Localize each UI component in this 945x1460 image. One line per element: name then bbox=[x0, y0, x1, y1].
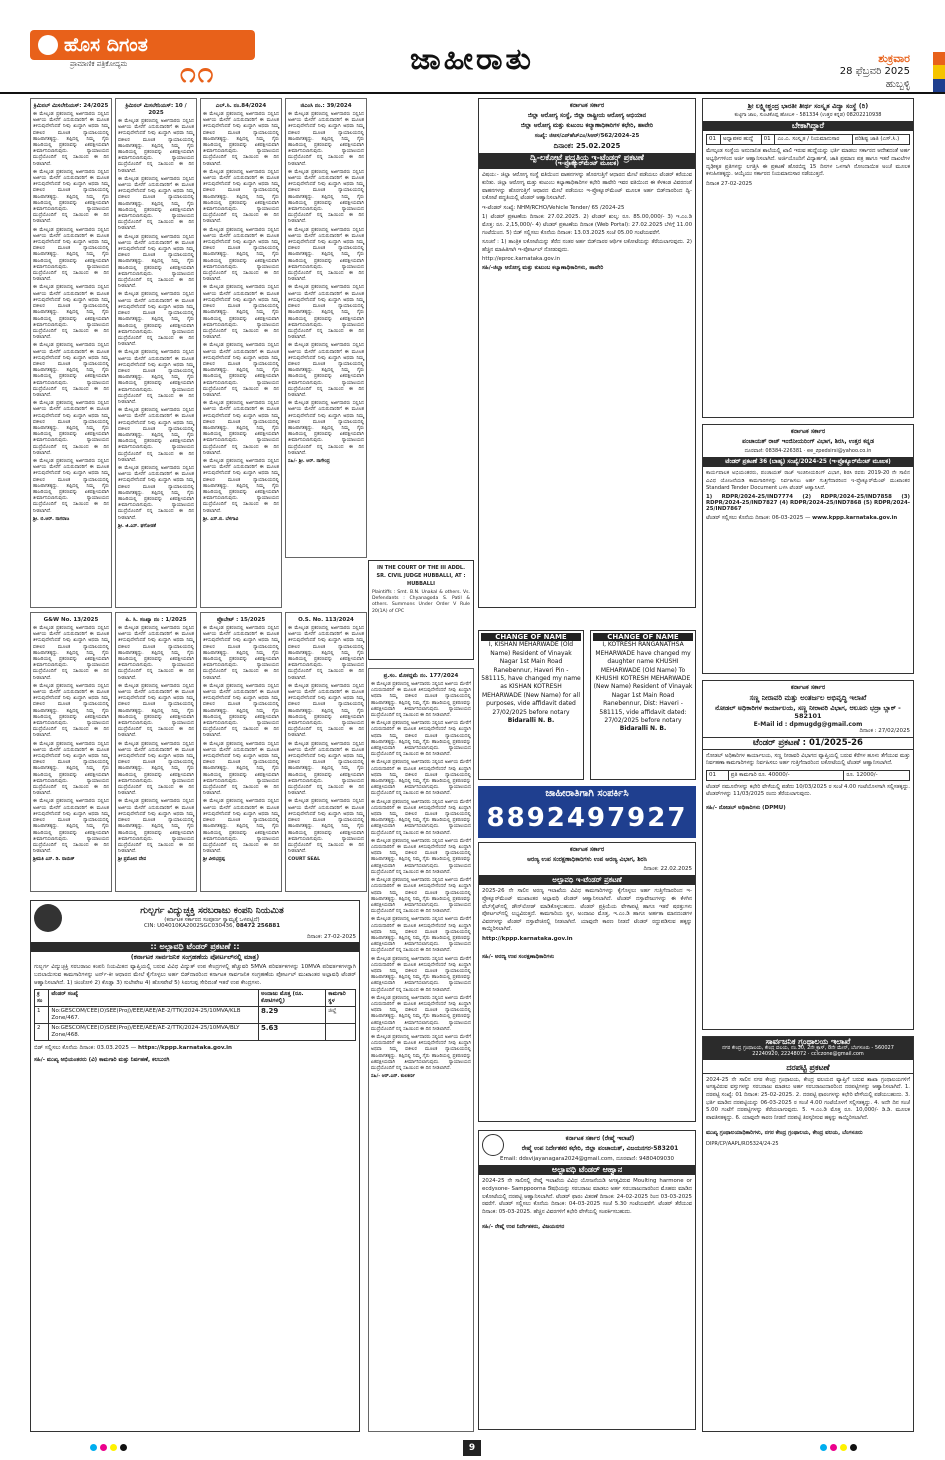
change-of-name-1: CHANGE OF NAME I, KISHAN MEHARWADE (Old Name) Resident of Vinayak Nagar 1st Main Road Ranebennur, Haveri Pin - 581115, have changed my name as KISHAN KOTRESH MEHARWADE (New Name) for all purposes, vide affidavit dated 27/02/2025 before notary Bidaralli N. B. bbox=[478, 630, 584, 780]
court-notice: ಎಲ್.ಸಿ. ನಂ.84/2024 ಈ ಮೇಲ್ಕಂಡ ಪ್ರಕರಣದಲ್ಲಿ ಅರ್ಜಿದಾರರು ಸಲ್ಲಿಸಿದ ಅರ್ಜಿಯ ಮೇರೆಗೆ ಎದುರುದಾರರಿಗೆ ಈ ಮೂಲಕ ತಿಳಿಸುವುದೇನೆಂದರೆ ನೀವು ಖುದ್ದಾಗಿ ಅಥವಾ ನಿಮ್ಮ ವಕೀಲರ ಮೂಲಕ ನ್ಯಾಯಾಲಯದಲ್ಲಿ ಹಾಜರಾಗತಕ್ಕದ್ದು. ತಪ್ಪಿದಲ್ಲಿ ನಿಮ್ಮ ಗೈರು ಹಾಜರಿಯಲ್ಲಿ ಪ್ರಕರಣವನ್ನು ಏಕಪಕ್ಷೀಯವಾಗಿ ತೀರ್ಮಾನಿಸಲಾಗುವುದು. ನ್ಯಾಯಾಲಯದ ಮುದ್ರೆಯೊಂದಿಗೆ ನನ್ನ ಸಹಿಯಿಂದ ಈ ದಿನ ನೀಡಲಾಗಿದೆ. ಈ ಮೇಲ್ಕಂಡ ಪ್ರಕರಣದಲ್ಲಿ ಅರ್ಜಿದಾರರು ಸಲ್ಲಿಸಿದ ಅರ್ಜಿಯ ಮೇರೆಗೆ ಎದುರುದಾರರಿಗೆ ಈ ಮೂಲಕ ತಿಳಿಸುವುದೇನೆಂದರೆ ನೀವು ಖುದ್ದಾಗಿ ಅಥವಾ ನಿಮ್ಮ ವಕೀಲರ ಮೂಲಕ ನ್ಯಾಯಾಲಯದಲ್ಲಿ ಹಾಜರಾಗತಕ್ಕದ್ದು. ತಪ್ಪಿದಲ್ಲಿ ನಿಮ್ಮ ಗೈರು ಹಾಜರಿಯಲ್ಲಿ ಪ್ರಕರಣವನ್ನು ಏಕಪಕ್ಷೀಯವಾಗಿ ತೀರ್ಮಾನಿಸಲಾಗುವುದು. ನ್ಯಾಯಾಲಯದ ಮುದ್ರೆಯೊಂದಿಗೆ ನನ್ನ ಸಹಿಯಿಂದ ಈ ದಿನ ನೀಡಲಾಗಿದೆ. ಈ ಮೇಲ್ಕಂಡ ಪ್ರಕರಣದಲ್ಲಿ ಅರ್ಜಿದಾರರು ಸಲ್ಲಿಸಿದ ಅರ್ಜಿಯ ಮೇರೆಗೆ ಎದುರುದಾರರಿಗೆ ಈ ಮೂಲಕ ತಿಳಿಸುವುದೇನೆಂದರೆ ನೀವು ಖುದ್ದಾಗಿ ಅಥವಾ ನಿಮ್ಮ ವಕೀಲರ ಮೂಲಕ ನ್ಯಾಯಾಲಯದಲ್ಲಿ ಹಾಜರಾಗತಕ್ಕದ್ದು. ತಪ್ಪಿದಲ್ಲಿ ನಿಮ್ಮ ಗೈರು ಹಾಜರಿಯಲ್ಲಿ ಪ್ರಕರಣವನ್ನು ಏಕಪಕ್ಷೀಯವಾಗಿ ತೀರ್ಮಾನಿಸಲಾಗುವುದು. ನ್ಯಾಯಾಲಯದ ಮುದ್ರೆಯೊಂದಿಗೆ ನನ್ನ ಸಹಿಯಿಂದ ಈ ದಿನ ನೀಡಲಾಗಿದೆ. ಈ ಮೇಲ್ಕಂಡ ಪ್ರಕರಣದಲ್ಲಿ ಅರ್ಜಿದಾರರು ಸಲ್ಲಿಸಿದ ಅರ್ಜಿಯ ಮೇರೆಗೆ ಎದುರುದಾರರಿಗೆ ಈ ಮೂಲಕ ತಿಳಿಸುವುದೇನೆಂದರೆ ನೀವು ಖುದ್ದಾಗಿ ಅಥವಾ ನಿಮ್ಮ ವಕೀಲರ ಮೂಲಕ ನ್ಯಾಯಾಲಯದಲ್ಲಿ ಹಾಜರಾಗತಕ್ಕದ್ದು. ತಪ್ಪಿದಲ್ಲಿ ನಿಮ್ಮ ಗೈರು ಹಾಜರಿಯಲ್ಲಿ ಪ್ರಕರಣವನ್ನು ಏಕಪಕ್ಷೀಯವಾಗಿ ತೀರ್ಮಾನಿಸಲಾಗುವುದು. ನ್ಯಾಯಾಲಯದ ಮುದ್ರೆಯೊಂದಿಗೆ ನನ್ನ ಸಹಿಯಿಂದ ಈ ದಿನ ನೀಡಲಾಗಿದೆ. ಈ ಮೇಲ್ಕಂಡ ಪ್ರಕರಣದಲ್ಲಿ ಅರ್ಜಿದಾರರು ಸಲ್ಲಿಸಿದ ಅರ್ಜಿಯ ಮೇರೆಗೆ ಎದುರುದಾರರಿಗೆ ಈ ಮೂಲಕ ತಿಳಿಸುವುದೇನೆಂದರೆ ನೀವು ಖುದ್ದಾಗಿ ಅಥವಾ ನಿಮ್ಮ ವಕೀಲರ ಮೂಲಕ ನ್ಯಾಯಾಲಯದಲ್ಲಿ ಹಾಜರಾಗತಕ್ಕದ್ದು. ತಪ್ಪಿದಲ್ಲಿ ನಿಮ್ಮ ಗೈರು ಹಾಜರಿಯಲ್ಲಿ ಪ್ರಕರಣವನ್ನು ಏಕಪಕ್ಷೀಯವಾಗಿ ತೀರ್ಮಾನಿಸಲಾಗುವುದು. ನ್ಯಾಯಾಲಯದ ಮುದ್ರೆಯೊಂದಿಗೆ ನನ್ನ ಸಹಿಯಿಂದ ಈ ದಿನ ನೀಡಲಾಗಿದೆ. ಈ ಮೇಲ್ಕಂಡ ಪ್ರಕರಣದಲ್ಲಿ ಅರ್ಜಿದಾರರು ಸಲ್ಲಿಸಿದ ಅರ್ಜಿಯ ಮೇರೆಗೆ ಎದುರುದಾರರಿಗೆ ಈ ಮೂಲಕ ತಿಳಿಸುವುದೇನೆಂದರೆ ನೀವು ಖುದ್ದಾಗಿ ಅಥವಾ ನಿಮ್ಮ ವಕೀಲರ ಮೂಲಕ ನ್ಯಾಯಾಲಯದಲ್ಲಿ ಹಾಜರಾಗತಕ್ಕದ್ದು. ತಪ್ಪಿದಲ್ಲಿ ನಿಮ್ಮ ಗೈರು ಹಾಜರಿಯಲ್ಲಿ ಪ್ರಕರಣವನ್ನು ಏಕಪಕ್ಷೀಯವಾಗಿ ತೀರ್ಮಾನಿಸಲಾಗುವುದು. ನ್ಯಾಯಾಲಯದ ಮುದ್ರೆಯೊಂದಿಗೆ ನನ್ನ ಸಹಿಯಿಂದ ಈ ದಿನ ನೀಡಲಾಗಿದೆ. ಈ ಮೇಲ್ಕಂಡ ಪ್ರಕರಣದಲ್ಲಿ ಅರ್ಜಿದಾರರು ಸಲ್ಲಿಸಿದ ಅರ್ಜಿಯ ಮೇರೆಗೆ ಎದುರುದಾರರಿಗೆ ಈ ಮೂಲಕ ತಿಳಿಸುವುದೇನೆಂದರೆ ನೀವು ಖುದ್ದಾಗಿ ಅಥವಾ ನಿಮ್ಮ ವಕೀಲರ ಮೂಲಕ ನ್ಯಾಯಾಲಯದಲ್ಲಿ ಹಾಜರಾಗತಕ್ಕದ್ದು. ತಪ್ಪಿದಲ್ಲಿ ನಿಮ್ಮ ಗೈರು ಹಾಜರಿಯಲ್ಲಿ ಪ್ರಕರಣವನ್ನು ಏಕಪಕ್ಷೀಯವಾಗಿ ತೀರ್ಮಾನಿಸಲಾಗುವುದು. ನ್ಯಾಯಾಲಯದ ಮುದ್ರೆಯೊಂದಿಗೆ ನನ್ನ ಸಹಿಯಿಂದ ಈ ದಿನ ನೀಡಲಾಗಿದೆ. ಶ್ರೀ. ಎಸ್.ಬಿ. ಬೆಳಗಾವಿ bbox=[200, 98, 282, 608]
court-notice: ಕ್ರಿಮಿನಲ್ ಮಿಸಲೇನಿಯಸ್: 24/2025 ಈ ಮೇಲ್ಕಂಡ ಪ್ರಕರಣದಲ್ಲಿ ಅರ್ಜಿದಾರರು ಸಲ್ಲಿಸಿದ ಅರ್ಜಿಯ ಮೇರೆಗೆ ಎದುರುದಾರರಿಗೆ ಈ ಮೂಲಕ ತಿಳಿಸುವುದೇನೆಂದರೆ ನೀವು ಖುದ್ದಾಗಿ ಅಥವಾ ನಿಮ್ಮ ವಕೀಲರ ಮೂಲಕ ನ್ಯಾಯಾಲಯದಲ್ಲಿ ಹಾಜರಾಗತಕ್ಕದ್ದು. ತಪ್ಪಿದಲ್ಲಿ ನಿಮ್ಮ ಗೈರು ಹಾಜರಿಯಲ್ಲಿ ಪ್ರಕರಣವನ್ನು ಏಕಪಕ್ಷೀಯವಾಗಿ ತೀರ್ಮಾನಿಸಲಾಗುವುದು. ನ್ಯಾಯಾಲಯದ ಮುದ್ರೆಯೊಂದಿಗೆ ನನ್ನ ಸಹಿಯಿಂದ ಈ ದಿನ ನೀಡಲಾಗಿದೆ. ಈ ಮೇಲ್ಕಂಡ ಪ್ರಕರಣದಲ್ಲಿ ಅರ್ಜಿದಾರರು ಸಲ್ಲಿಸಿದ ಅರ್ಜಿಯ ಮೇರೆಗೆ ಎದುರುದಾರರಿಗೆ ಈ ಮೂಲಕ ತಿಳಿಸುವುದೇನೆಂದರೆ ನೀವು ಖುದ್ದಾಗಿ ಅಥವಾ ನಿಮ್ಮ ವಕೀಲರ ಮೂಲಕ ನ್ಯಾಯಾಲಯದಲ್ಲಿ ಹಾಜರಾಗತಕ್ಕದ್ದು. ತಪ್ಪಿದಲ್ಲಿ ನಿಮ್ಮ ಗೈರು ಹಾಜರಿಯಲ್ಲಿ ಪ್ರಕರಣವನ್ನು ಏಕಪಕ್ಷೀಯವಾಗಿ ತೀರ್ಮಾನಿಸಲಾಗುವುದು. ನ್ಯಾಯಾಲಯದ ಮುದ್ರೆಯೊಂದಿಗೆ ನನ್ನ ಸಹಿಯಿಂದ ಈ ದಿನ ನೀಡಲಾಗಿದೆ. ಈ ಮೇಲ್ಕಂಡ ಪ್ರಕರಣದಲ್ಲಿ ಅರ್ಜಿದಾರರು ಸಲ್ಲಿಸಿದ ಅರ್ಜಿಯ ಮೇರೆಗೆ ಎದುರುದಾರರಿಗೆ ಈ ಮೂಲಕ ತಿಳಿಸುವುದೇನೆಂದರೆ ನೀವು ಖುದ್ದಾಗಿ ಅಥವಾ ನಿಮ್ಮ ವಕೀಲರ ಮೂಲಕ ನ್ಯಾಯಾಲಯದಲ್ಲಿ ಹಾಜರಾಗತಕ್ಕದ್ದು. ತಪ್ಪಿದಲ್ಲಿ ನಿಮ್ಮ ಗೈರು ಹಾಜರಿಯಲ್ಲಿ ಪ್ರಕರಣವನ್ನು ಏಕಪಕ್ಷೀಯವಾಗಿ ತೀರ್ಮಾನಿಸಲಾಗುವುದು. ನ್ಯಾಯಾಲಯದ ಮುದ್ರೆಯೊಂದಿಗೆ ನನ್ನ ಸಹಿಯಿಂದ ಈ ದಿನ ನೀಡಲಾಗಿದೆ. ಈ ಮೇಲ್ಕಂಡ ಪ್ರಕರಣದಲ್ಲಿ ಅರ್ಜಿದಾರರು ಸಲ್ಲಿಸಿದ ಅರ್ಜಿಯ ಮೇರೆಗೆ ಎದುರುದಾರರಿಗೆ ಈ ಮೂಲಕ ತಿಳಿಸುವುದೇನೆಂದರೆ ನೀವು ಖುದ್ದಾಗಿ ಅಥವಾ ನಿಮ್ಮ ವಕೀಲರ ಮೂಲಕ ನ್ಯಾಯಾಲಯದಲ್ಲಿ ಹಾಜರಾಗತಕ್ಕದ್ದು. ತಪ್ಪಿದಲ್ಲಿ ನಿಮ್ಮ ಗೈರು ಹಾಜರಿಯಲ್ಲಿ ಪ್ರಕರಣವನ್ನು ಏಕಪಕ್ಷೀಯವಾಗಿ ತೀರ್ಮಾನಿಸಲಾಗುವುದು. ನ್ಯಾಯಾಲಯದ ಮುದ್ರೆಯೊಂದಿಗೆ ನನ್ನ ಸಹಿಯಿಂದ ಈ ದಿನ ನೀಡಲಾಗಿದೆ. ಈ ಮೇಲ್ಕಂಡ ಪ್ರಕರಣದಲ್ಲಿ ಅರ್ಜಿದಾರರು ಸಲ್ಲಿಸಿದ ಅರ್ಜಿಯ ಮೇರೆಗೆ ಎದುರುದಾರರಿಗೆ ಈ ಮೂಲಕ ತಿಳಿಸುವುದೇನೆಂದರೆ ನೀವು ಖುದ್ದಾಗಿ ಅಥವಾ ನಿಮ್ಮ ವಕೀಲರ ಮೂಲಕ ನ್ಯಾಯಾಲಯದಲ್ಲಿ ಹಾಜರಾಗತಕ್ಕದ್ದು. ತಪ್ಪಿದಲ್ಲಿ ನಿಮ್ಮ ಗೈರು ಹಾಜರಿಯಲ್ಲಿ ಪ್ರಕರಣವನ್ನು ಏಕಪಕ್ಷೀಯವಾಗಿ ತೀರ್ಮಾನಿಸಲಾಗುವುದು. ನ್ಯಾಯಾಲಯದ ಮುದ್ರೆಯೊಂದಿಗೆ ನನ್ನ ಸಹಿಯಿಂದ ಈ ದಿನ ನೀಡಲಾಗಿದೆ. ಈ ಮೇಲ್ಕಂಡ ಪ್ರಕರಣದಲ್ಲಿ ಅರ್ಜಿದಾರರು ಸಲ್ಲಿಸಿದ ಅರ್ಜಿಯ ಮೇರೆಗೆ ಎದುರುದಾರರಿಗೆ ಈ ಮೂಲಕ ತಿಳಿಸುವುದೇನೆಂದರೆ ನೀವು ಖುದ್ದಾಗಿ ಅಥವಾ ನಿಮ್ಮ ವಕೀಲರ ಮೂಲಕ ನ್ಯಾಯಾಲಯದಲ್ಲಿ ಹಾಜರಾಗತಕ್ಕದ್ದು. ತಪ್ಪಿದಲ್ಲಿ ನಿಮ್ಮ ಗೈರು ಹಾಜರಿಯಲ್ಲಿ ಪ್ರಕರಣವನ್ನು ಏಕಪಕ್ಷೀಯವಾಗಿ ತೀರ್ಮಾನಿಸಲಾಗುವುದು. ನ್ಯಾಯಾಲಯದ ಮುದ್ರೆಯೊಂದಿಗೆ ನನ್ನ ಸಹಿಯಿಂದ ಈ ದಿನ ನೀಡಲಾಗಿದೆ. ಈ ಮೇಲ್ಕಂಡ ಪ್ರಕರಣದಲ್ಲಿ ಅರ್ಜಿದಾರರು ಸಲ್ಲಿಸಿದ ಅರ್ಜಿಯ ಮೇರೆಗೆ ಎದುರುದಾರರಿಗೆ ಈ ಮೂಲಕ ತಿಳಿಸುವುದೇನೆಂದರೆ ನೀವು ಖುದ್ದಾಗಿ ಅಥವಾ ನಿಮ್ಮ ವಕೀಲರ ಮೂಲಕ ನ್ಯಾಯಾಲಯದಲ್ಲಿ ಹಾಜರಾಗತಕ್ಕದ್ದು. ತಪ್ಪಿದಲ್ಲಿ ನಿಮ್ಮ ಗೈರು ಹಾಜರಿಯಲ್ಲಿ ಪ್ರಕರಣವನ್ನು ಏಕಪಕ್ಷೀಯವಾಗಿ ತೀರ್ಮಾನಿಸಲಾಗುವುದು. ನ್ಯಾಯಾಲಯದ ಮುದ್ರೆಯೊಂದಿಗೆ ನನ್ನ ಸಹಿಯಿಂದ ಈ ದಿನ ನೀಡಲಾಗಿದೆ. ಶ್ರೀ. ಬಿ.ಆರ್. ನಾಗರಾಜ bbox=[30, 98, 112, 608]
date-block bbox=[780, 52, 910, 91]
ad-contact-label: ಜಾಹೀರಾತಿಗಾಗಿ ಸಂಪರ್ಕಿಸಿ bbox=[545, 788, 629, 799]
table-row: 01 ಅಧ್ಯಾಪಕರ ಹುದ್ದೆ 01 ಎಂ.ಎ. ಸಂಸ್ಕೃತ / ನಿಯಮಾನುಸಾರ ಪರಿಶಿಷ್ಟ ಜಾತಿ (ಎಸ್.ಸಿ.) bbox=[707, 135, 910, 145]
notice-date: ದಿನಾಂಕ: 25.02.2025 bbox=[553, 142, 621, 150]
ad-contact-band bbox=[478, 786, 696, 838]
os-notice bbox=[368, 560, 474, 660]
court-notice: O.S. No. 113/2024 ಈ ಮೇಲ್ಕಂಡ ಪ್ರಕರಣದಲ್ಲಿ ಅರ್ಜಿದಾರರು ಸಲ್ಲಿಸಿದ ಅರ್ಜಿಯ ಮೇರೆಗೆ ಎದುರುದಾರರಿಗೆ ಈ ಮೂಲಕ ತಿಳಿಸುವುದೇನೆಂದರೆ ನೀವು ಖುದ್ದಾಗಿ ಅಥವಾ ನಿಮ್ಮ ವಕೀಲರ ಮೂಲಕ ನ್ಯಾಯಾಲಯದಲ್ಲಿ ಹಾಜರಾಗತಕ್ಕದ್ದು. ತಪ್ಪಿದಲ್ಲಿ ನಿಮ್ಮ ಗೈರು ಹಾಜರಿಯಲ್ಲಿ ಪ್ರಕರಣವನ್ನು ಏಕಪಕ್ಷೀಯವಾಗಿ ತೀರ್ಮಾನಿಸಲಾಗುವುದು. ನ್ಯಾಯಾಲಯದ ಮುದ್ರೆಯೊಂದಿಗೆ ನನ್ನ ಸಹಿಯಿಂದ ಈ ದಿನ ನೀಡಲಾಗಿದೆ. ಈ ಮೇಲ್ಕಂಡ ಪ್ರಕರಣದಲ್ಲಿ ಅರ್ಜಿದಾರರು ಸಲ್ಲಿಸಿದ ಅರ್ಜಿಯ ಮೇರೆಗೆ ಎದುರುದಾರರಿಗೆ ಈ ಮೂಲಕ ತಿಳಿಸುವುದೇನೆಂದರೆ ನೀವು ಖುದ್ದಾಗಿ ಅಥವಾ ನಿಮ್ಮ ವಕೀಲರ ಮೂಲಕ ನ್ಯಾಯಾಲಯದಲ್ಲಿ ಹಾಜರಾಗತಕ್ಕದ್ದು. ತಪ್ಪಿದಲ್ಲಿ ನಿಮ್ಮ ಗೈರು ಹಾಜರಿಯಲ್ಲಿ ಪ್ರಕರಣವನ್ನು ಏಕಪಕ್ಷೀಯವಾಗಿ ತೀರ್ಮಾನಿಸಲಾಗುವುದು. ನ್ಯಾಯಾಲಯದ ಮುದ್ರೆಯೊಂದಿಗೆ ನನ್ನ ಸಹಿಯಿಂದ ಈ ದಿನ ನೀಡಲಾಗಿದೆ. ಈ ಮೇಲ್ಕಂಡ ಪ್ರಕರಣದಲ್ಲಿ ಅರ್ಜಿದಾರರು ಸಲ್ಲಿಸಿದ ಅರ್ಜಿಯ ಮೇರೆಗೆ ಎದುರುದಾರರಿಗೆ ಈ ಮೂಲಕ ತಿಳಿಸುವುದೇನೆಂದರೆ ನೀವು ಖುದ್ದಾಗಿ ಅಥವಾ ನಿಮ್ಮ ವಕೀಲರ ಮೂಲಕ ನ್ಯಾಯಾಲಯದಲ್ಲಿ ಹಾಜರಾಗತಕ್ಕದ್ದು. ತಪ್ಪಿದಲ್ಲಿ ನಿಮ್ಮ ಗೈರು ಹಾಜರಿಯಲ್ಲಿ ಪ್ರಕರಣವನ್ನು ಏಕಪಕ್ಷೀಯವಾಗಿ ತೀರ್ಮಾನಿಸಲಾಗುವುದು. ನ್ಯಾಯಾಲಯದ ಮುದ್ರೆಯೊಂದಿಗೆ ನನ್ನ ಸಹಿಯಿಂದ ಈ ದಿನ ನೀಡಲಾಗಿದೆ. ಈ ಮೇಲ್ಕಂಡ ಪ್ರಕರಣದಲ್ಲಿ ಅರ್ಜಿದಾರರು ಸಲ್ಲಿಸಿದ ಅರ್ಜಿಯ ಮೇರೆಗೆ ಎದುರುದಾರರಿಗೆ ಈ ಮೂಲಕ ತಿಳಿಸುವುದೇನೆಂದರೆ ನೀವು ಖುದ್ದಾಗಿ ಅಥವಾ ನಿಮ್ಮ ವಕೀಲರ ಮೂಲಕ ನ್ಯಾಯಾಲಯದಲ್ಲಿ ಹಾಜರಾಗತಕ್ಕದ್ದು. ತಪ್ಪಿದಲ್ಲಿ ನಿಮ್ಮ ಗೈರು ಹಾಜರಿಯಲ್ಲಿ ಪ್ರಕರಣವನ್ನು ಏಕಪಕ್ಷೀಯವಾಗಿ ತೀರ್ಮಾನಿಸಲಾಗುವುದು. ನ್ಯಾಯಾಲಯದ ಮುದ್ರೆಯೊಂದಿಗೆ ನನ್ನ ಸಹಿಯಿಂದ ಈ ದಿನ ನೀಡಲಾಗಿದೆ. COURT SEAL bbox=[285, 612, 367, 892]
sericulture-tender-notice: ಕರ್ನಾಟಕ ಸರ್ಕಾರ (ರೇಷ್ಮೆ ಇಲಾಖೆ) ರೇಷ್ಮೆ ಉಪ ನಿರ್ದೇಶಕರ ಕಛೇರಿ, ಜಿಲ್ಲಾ ಪಂಚಾಯತ್, ವಿಜಯನಗರ-583201 Email: ddsvijayanagara2024@gmail.com, ದೂರವಾಣಿ: 9480409030 ಅಲ್ಪಾವಧಿ ಟೆಂಡರ್ ಆಹ್ವಾನ 2024-25 ನೇ ಸಾಲಿನಲ್ಲಿ ರೇಷ್ಮೆ ಇಲಾಖೆಯ ವಿವಿಧ ಯೋಜನೆಯಡಿ ಅಗತ್ಯವಿರುವ Moulting harmone or ecdysone- Samppoorna ಔಷಧಿಯನ್ನು ಸರಬರಾಜು ಮಾಡಲು ಅರ್ಹ ಸರಬರಾಜುದಾರರಿಂದ ಮೊಹರು ಮಾಡಿದ ಲಕೋಟೆಯಲ್ಲಿ ದರಪಟ್ಟಿ ಆಹ್ವಾನಿಸಲಾಗಿದೆ. ಟೆಂಡರ್ ಫಾರಂ ವಿತರಣೆ ದಿನಾಂಕ: 24-02-2025 ರಿಂದ 03-03-2025 ರವರೆಗೆ. ಟೆಂಡರ್ ಸಲ್ಲಿಸಲು ಕೊನೆಯ ದಿನಾಂಕ: 04-03-2025 ಸಂಜೆ 5.30 ಗಂಟೆಯವರೆಗೆ. ಟೆಂಡರ್ ತೆರೆಯುವ ದಿನಾಂಕ: 05-03-2025. ಹೆಚ್ಚಿನ ವಿವರಗಳಿಗೆ ಕಛೇರಿ ವೇಳೆಯಲ್ಲಿ ಸಂಪರ್ಕಿಸಬಹುದು. ಸಹಿ/- ರೇಷ್ಮೆ ಉಪ ನಿರ್ದೇಶಕರು, ವಿಜಯನಗರ bbox=[478, 1130, 696, 1430]
tender-number: ಇ-ಟೆಂಡರ್ ಸಂಖ್ಯೆ: NHM/RCHO/Vehicle Tender/ 65 /2024-25 bbox=[482, 204, 625, 211]
notice-signature: ಶ್ರೀ ಪ್ರಮೋದ ದೇವ bbox=[118, 857, 147, 863]
table-row: 2 No:GESCOM/CEE(O)SEE(Proj)/EEE/AEE/AE-2/TTK/2024-25/10MVA/BLY Zone/468. 5.63 bbox=[35, 1023, 356, 1040]
logo-text: ಹೊಸ ದಿಗಂತ bbox=[64, 34, 148, 56]
gescom-tender-notice: ಗುಲ್ಬರ್ಗ ವಿದ್ಯುಚ್ಛಕ್ತಿ ಸರಬರಾಜು ಕಂಪನಿ ನಿಯಮಿತ (ಕರ್ನಾಟಕ ಸರ್ಕಾರದ ಸಂಪೂರ್ಣ ಸ್ವಾಮ್ಯಕ್ಕೆ ಒಳಪಟ್ಟಿದೆ) CIN: U04010KA2002SGC030436, 08472 256881 ದಿನಾಂಕ: 27-02-2025 :: ಅಲ್ಪಾವಧಿ ಟೆಂಡರ್ ಪ್ರಕಟಣೆ :: (ಕರ್ನಾಟಕ ಸಾರ್ವಜನಿಕ ಸಂಗ್ರಹಣೆಯ ಪೋರ್ಟಲ್‌ನಲ್ಲಿ ಮಾತ್ರ) ಗುಲ್ಬರ್ಗ ವಿದ್ಯುಚ್ಛಕ್ತಿ ಸರಬರಾಜು ಕಂಪನಿ ನಿಯಮಿತದ ವ್ಯಾಪ್ತಿಯಲ್ಲಿ ಬರುವ ವಿವಿಧ ವಿದ್ಯುತ್ ಉಪ ಕೇಂದ್ರಗಳಲ್ಲಿ ಹೆಚ್ಚುವರಿ 5MVA ಪರಿವರ್ತಕಗಳನ್ನು 10MVA ಪರಿವರ್ತಕಗಳನ್ನಾಗಿ ಬದಲಾಯಿಸುವ ಕಾಮಗಾರಿಗಳನ್ನು ಟರ್ನ್-ಕೀ ಆಧಾರದ ಮೇಲೆ ಕೈಗೊಳ್ಳಲು ಅರ್ಹ ಬಿಡ್‌ದಾರರಿಂದ ಕರ್ನಾಟಕ ಸಾರ್ವಜನಿಕ ಸಂಗ್ರಹಣೆಯ ಪೋರ್ಟಲ್ ಮುಖಾಂತರ ಅಲ್ಪಾವಧಿ ಟೆಂಡರ್ ಆಹ್ವಾನಿಸಲಾಗಿದೆ. 1) ಚಿಂಚೋಳಿ 2) ಕೊಡ್ಲಾ 3) ಸುಲೇಪೇಟ 4) ಹೊಸಪೇಟೆ 5) ಸಿರುಗುಪ್ಪ ಸೇರಿದಂತೆ ಇತರೆ ಉಪ ಕೇಂದ್ರಗಳು. ಕ್ರ ಸಂ ಟೆಂಡರ್ ಸಂಖ್ಯೆ ಅಂದಾಜು ಮೊತ್ತ (ರೂ. ಕೋಟಿಗಳಲ್ಲಿ) ಕಾಮಗಾರಿ ಸ್ಥಳ 1 No:GESCOM/CEE(O)SEE(Proj)/EEE/AEE/AE-2/TTK/2024-25/10MVA/KLB Zone/467. 8.29 ಜಿಲ್ಲೆ 2 No:GESCOM/CEE(O)SEE(Proj)/EEE/AEE/AE-2/TTK/2024-25/10MVA/BLY Zone/468. 5.63 ಬಿಡ್ ಸಲ್ಲಿಸಲು ಕೊನೆಯ ದಿನಾಂಕ: 03.03.2025 — https://kppp.karnataka.gov.in ಸಹಿ/- ಮುಖ್ಯ ಅಭಿಯಂತರರು (ವಿ) ಕಾಮಗಾರಿ ಮತ್ತು ನಿರ್ವಹಣೆ, ಕಲಬುರಗಿ bbox=[30, 900, 360, 1432]
portal-link[interactable]: http://eproc.karnataka.gov.in bbox=[482, 256, 561, 263]
logo-tagline: ಪ್ರಾಮಾಣಿಕ ಪತ್ರಿಕೋದ್ಯಮ bbox=[70, 60, 128, 68]
minor-tender-table bbox=[706, 770, 910, 781]
notice-signature: ಸಹಿ/- ಆರ್.ಎನ್. ಕುಲಕರ್ಣಿ bbox=[371, 1074, 416, 1080]
notice-signature: ಶ್ರೀ. ಜಿ.ಎಸ್. ಘಗೋಡಕೆ bbox=[118, 523, 156, 529]
issue-date: 28 ಫೆಬ್ರವರಿ 2025 bbox=[839, 66, 910, 77]
registration-dots-left bbox=[90, 1444, 127, 1454]
court-notice: G&W No. 13/2025 ಈ ಮೇಲ್ಕಂಡ ಪ್ರಕರಣದಲ್ಲಿ ಅರ್ಜಿದಾರರು ಸಲ್ಲಿಸಿದ ಅರ್ಜಿಯ ಮೇರೆಗೆ ಎದುರುದಾರರಿಗೆ ಈ ಮೂಲಕ ತಿಳಿಸುವುದೇನೆಂದರೆ ನೀವು ಖುದ್ದಾಗಿ ಅಥವಾ ನಿಮ್ಮ ವಕೀಲರ ಮೂಲಕ ನ್ಯಾಯಾಲಯದಲ್ಲಿ ಹಾಜರಾಗತಕ್ಕದ್ದು. ತಪ್ಪಿದಲ್ಲಿ ನಿಮ್ಮ ಗೈರು ಹಾಜರಿಯಲ್ಲಿ ಪ್ರಕರಣವನ್ನು ಏಕಪಕ್ಷೀಯವಾಗಿ ತೀರ್ಮಾನಿಸಲಾಗುವುದು. ನ್ಯಾಯಾಲಯದ ಮುದ್ರೆಯೊಂದಿಗೆ ನನ್ನ ಸಹಿಯಿಂದ ಈ ದಿನ ನೀಡಲಾಗಿದೆ. ಈ ಮೇಲ್ಕಂಡ ಪ್ರಕರಣದಲ್ಲಿ ಅರ್ಜಿದಾರರು ಸಲ್ಲಿಸಿದ ಅರ್ಜಿಯ ಮೇರೆಗೆ ಎದುರುದಾರರಿಗೆ ಈ ಮೂಲಕ ತಿಳಿಸುವುದೇನೆಂದರೆ ನೀವು ಖುದ್ದಾಗಿ ಅಥವಾ ನಿಮ್ಮ ವಕೀಲರ ಮೂಲಕ ನ್ಯಾಯಾಲಯದಲ್ಲಿ ಹಾಜರಾಗತಕ್ಕದ್ದು. ತಪ್ಪಿದಲ್ಲಿ ನಿಮ್ಮ ಗೈರು ಹಾಜರಿಯಲ್ಲಿ ಪ್ರಕರಣವನ್ನು ಏಕಪಕ್ಷೀಯವಾಗಿ ತೀರ್ಮಾನಿಸಲಾಗುವುದು. ನ್ಯಾಯಾಲಯದ ಮುದ್ರೆಯೊಂದಿಗೆ ನನ್ನ ಸಹಿಯಿಂದ ಈ ದಿನ ನೀಡಲಾಗಿದೆ. ಈ ಮೇಲ್ಕಂಡ ಪ್ರಕರಣದಲ್ಲಿ ಅರ್ಜಿದಾರರು ಸಲ್ಲಿಸಿದ ಅರ್ಜಿಯ ಮೇರೆಗೆ ಎದುರುದಾರರಿಗೆ ಈ ಮೂಲಕ ತಿಳಿಸುವುದೇನೆಂದರೆ ನೀವು ಖುದ್ದಾಗಿ ಅಥವಾ ನಿಮ್ಮ ವಕೀಲರ ಮೂಲಕ ನ್ಯಾಯಾಲಯದಲ್ಲಿ ಹಾಜರಾಗತಕ್ಕದ್ದು. ತಪ್ಪಿದಲ್ಲಿ ನಿಮ್ಮ ಗೈರು ಹಾಜರಿಯಲ್ಲಿ ಪ್ರಕರಣವನ್ನು ಏಕಪಕ್ಷೀಯವಾಗಿ ತೀರ್ಮಾನಿಸಲಾಗುವುದು. ನ್ಯಾಯಾಲಯದ ಮುದ್ರೆಯೊಂದಿಗೆ ನನ್ನ ಸಹಿಯಿಂದ ಈ ದಿನ ನೀಡಲಾಗಿದೆ. ಈ ಮೇಲ್ಕಂಡ ಪ್ರಕರಣದಲ್ಲಿ ಅರ್ಜಿದಾರರು ಸಲ್ಲಿಸಿದ ಅರ್ಜಿಯ ಮೇರೆಗೆ ಎದುರುದಾರರಿಗೆ ಈ ಮೂಲಕ ತಿಳಿಸುವುದೇನೆಂದರೆ ನೀವು ಖುದ್ದಾಗಿ ಅಥವಾ ನಿಮ್ಮ ವಕೀಲರ ಮೂಲಕ ನ್ಯಾಯಾಲಯದಲ್ಲಿ ಹಾಜರಾಗತಕ್ಕದ್ದು. ತಪ್ಪಿದಲ್ಲಿ ನಿಮ್ಮ ಗೈರು ಹಾಜರಿಯಲ್ಲಿ ಪ್ರಕರಣವನ್ನು ಏಕಪಕ್ಷೀಯವಾಗಿ ತೀರ್ಮಾನಿಸಲಾಗುವುದು. ನ್ಯಾಯಾಲಯದ ಮುದ್ರೆಯೊಂದಿಗೆ ನನ್ನ ಸಹಿಯಿಂದ ಈ ದಿನ ನೀಡಲಾಗಿದೆ. ಶ್ರೀಮತಿ ಎಸ್. ಡಿ. ನಾಯಿಕ್ bbox=[30, 612, 112, 892]
court-notice: ಪ್ರೊಬೇಟ್ : 15/2025 ಈ ಮೇಲ್ಕಂಡ ಪ್ರಕರಣದಲ್ಲಿ ಅರ್ಜಿದಾರರು ಸಲ್ಲಿಸಿದ ಅರ್ಜಿಯ ಮೇರೆಗೆ ಎದುರುದಾರರಿಗೆ ಈ ಮೂಲಕ ತಿಳಿಸುವುದೇನೆಂದರೆ ನೀವು ಖುದ್ದಾಗಿ ಅಥವಾ ನಿಮ್ಮ ವಕೀಲರ ಮೂಲಕ ನ್ಯಾಯಾಲಯದಲ್ಲಿ ಹಾಜರಾಗತಕ್ಕದ್ದು. ತಪ್ಪಿದಲ್ಲಿ ನಿಮ್ಮ ಗೈರು ಹಾಜರಿಯಲ್ಲಿ ಪ್ರಕರಣವನ್ನು ಏಕಪಕ್ಷೀಯವಾಗಿ ತೀರ್ಮಾನಿಸಲಾಗುವುದು. ನ್ಯಾಯಾಲಯದ ಮುದ್ರೆಯೊಂದಿಗೆ ನನ್ನ ಸಹಿಯಿಂದ ಈ ದಿನ ನೀಡಲಾಗಿದೆ. ಈ ಮೇಲ್ಕಂಡ ಪ್ರಕರಣದಲ್ಲಿ ಅರ್ಜಿದಾರರು ಸಲ್ಲಿಸಿದ ಅರ್ಜಿಯ ಮೇರೆಗೆ ಎದುರುದಾರರಿಗೆ ಈ ಮೂಲಕ ತಿಳಿಸುವುದೇನೆಂದರೆ ನೀವು ಖುದ್ದಾಗಿ ಅಥವಾ ನಿಮ್ಮ ವಕೀಲರ ಮೂಲಕ ನ್ಯಾಯಾಲಯದಲ್ಲಿ ಹಾಜರಾಗತಕ್ಕದ್ದು. ತಪ್ಪಿದಲ್ಲಿ ನಿಮ್ಮ ಗೈರು ಹಾಜರಿಯಲ್ಲಿ ಪ್ರಕರಣವನ್ನು ಏಕಪಕ್ಷೀಯವಾಗಿ ತೀರ್ಮಾನಿಸಲಾಗುವುದು. ನ್ಯಾಯಾಲಯದ ಮುದ್ರೆಯೊಂದಿಗೆ ನನ್ನ ಸಹಿಯಿಂದ ಈ ದಿನ ನೀಡಲಾಗಿದೆ. ಈ ಮೇಲ್ಕಂಡ ಪ್ರಕರಣದಲ್ಲಿ ಅರ್ಜಿದಾರರು ಸಲ್ಲಿಸಿದ ಅರ್ಜಿಯ ಮೇರೆಗೆ ಎದುರುದಾರರಿಗೆ ಈ ಮೂಲಕ ತಿಳಿಸುವುದೇನೆಂದರೆ ನೀವು ಖುದ್ದಾಗಿ ಅಥವಾ ನಿಮ್ಮ ವಕೀಲರ ಮೂಲಕ ನ್ಯಾಯಾಲಯದಲ್ಲಿ ಹಾಜರಾಗತಕ್ಕದ್ದು. ತಪ್ಪಿದಲ್ಲಿ ನಿಮ್ಮ ಗೈರು ಹಾಜರಿಯಲ್ಲಿ ಪ್ರಕರಣವನ್ನು ಏಕಪಕ್ಷೀಯವಾಗಿ ತೀರ್ಮಾನಿಸಲಾಗುವುದು. ನ್ಯಾಯಾಲಯದ ಮುದ್ರೆಯೊಂದಿಗೆ ನನ್ನ ಸಹಿಯಿಂದ ಈ ದಿನ ನೀಡಲಾಗಿದೆ. ಈ ಮೇಲ್ಕಂಡ ಪ್ರಕರಣದಲ್ಲಿ ಅರ್ಜಿದಾರರು ಸಲ್ಲಿಸಿದ ಅರ್ಜಿಯ ಮೇರೆಗೆ ಎದುರುದಾರರಿಗೆ ಈ ಮೂಲಕ ತಿಳಿಸುವುದೇನೆಂದರೆ ನೀವು ಖುದ್ದಾಗಿ ಅಥವಾ ನಿಮ್ಮ ವಕೀಲರ ಮೂಲಕ ನ್ಯಾಯಾಲಯದಲ್ಲಿ ಹಾಜರಾಗತಕ್ಕದ್ದು. ತಪ್ಪಿದಲ್ಲಿ ನಿಮ್ಮ ಗೈರು ಹಾಜರಿಯಲ್ಲಿ ಪ್ರಕರಣವನ್ನು ಏಕಪಕ್ಷೀಯವಾಗಿ ತೀರ್ಮಾನಿಸಲಾಗುವುದು. ನ್ಯಾಯಾಲಯದ ಮುದ್ರೆಯೊಂದಿಗೆ ನನ್ನ ಸಹಿಯಿಂದ ಈ ದಿನ ನೀಡಲಾಗಿದೆ. ಶ್ರೀ ವೀರಭದ್ರಪ್ಪ bbox=[200, 612, 282, 892]
court-notice: ಜಿಎಂಸಿ ನಂ.: 39/2024 ಈ ಮೇಲ್ಕಂಡ ಪ್ರಕರಣದಲ್ಲಿ ಅರ್ಜಿದಾರರು ಸಲ್ಲಿಸಿದ ಅರ್ಜಿಯ ಮೇರೆಗೆ ಎದುರುದಾರರಿಗೆ ಈ ಮೂಲಕ ತಿಳಿಸುವುದೇನೆಂದರೆ ನೀವು ಖುದ್ದಾಗಿ ಅಥವಾ ನಿಮ್ಮ ವಕೀಲರ ಮೂಲಕ ನ್ಯಾಯಾಲಯದಲ್ಲಿ ಹಾಜರಾಗತಕ್ಕದ್ದು. ತಪ್ಪಿದಲ್ಲಿ ನಿಮ್ಮ ಗೈರು ಹಾಜರಿಯಲ್ಲಿ ಪ್ರಕರಣವನ್ನು ಏಕಪಕ್ಷೀಯವಾಗಿ ತೀರ್ಮಾನಿಸಲಾಗುವುದು. ನ್ಯಾಯಾಲಯದ ಮುದ್ರೆಯೊಂದಿಗೆ ನನ್ನ ಸಹಿಯಿಂದ ಈ ದಿನ ನೀಡಲಾಗಿದೆ. ಈ ಮೇಲ್ಕಂಡ ಪ್ರಕರಣದಲ್ಲಿ ಅರ್ಜಿದಾರರು ಸಲ್ಲಿಸಿದ ಅರ್ಜಿಯ ಮೇರೆಗೆ ಎದುರುದಾರರಿಗೆ ಈ ಮೂಲಕ ತಿಳಿಸುವುದೇನೆಂದರೆ ನೀವು ಖುದ್ದಾಗಿ ಅಥವಾ ನಿಮ್ಮ ವಕೀಲರ ಮೂಲಕ ನ್ಯಾಯಾಲಯದಲ್ಲಿ ಹಾಜರಾಗತಕ್ಕದ್ದು. ತಪ್ಪಿದಲ್ಲಿ ನಿಮ್ಮ ಗೈರು ಹಾಜರಿಯಲ್ಲಿ ಪ್ರಕರಣವನ್ನು ಏಕಪಕ್ಷೀಯವಾಗಿ ತೀರ್ಮಾನಿಸಲಾಗುವುದು. ನ್ಯಾಯಾಲಯದ ಮುದ್ರೆಯೊಂದಿಗೆ ನನ್ನ ಸಹಿಯಿಂದ ಈ ದಿನ ನೀಡಲಾಗಿದೆ. ಈ ಮೇಲ್ಕಂಡ ಪ್ರಕರಣದಲ್ಲಿ ಅರ್ಜಿದಾರರು ಸಲ್ಲಿಸಿದ ಅರ್ಜಿಯ ಮೇರೆಗೆ ಎದುರುದಾರರಿಗೆ ಈ ಮೂಲಕ ತಿಳಿಸುವುದೇನೆಂದರೆ ನೀವು ಖುದ್ದಾಗಿ ಅಥವಾ ನಿಮ್ಮ ವಕೀಲರ ಮೂಲಕ ನ್ಯಾಯಾಲಯದಲ್ಲಿ ಹಾಜರಾಗತಕ್ಕದ್ದು. ತಪ್ಪಿದಲ್ಲಿ ನಿಮ್ಮ ಗೈರು ಹಾಜರಿಯಲ್ಲಿ ಪ್ರಕರಣವನ್ನು ಏಕಪಕ್ಷೀಯವಾಗಿ ತೀರ್ಮಾನಿಸಲಾಗುವುದು. ನ್ಯಾಯಾಲಯದ ಮುದ್ರೆಯೊಂದಿಗೆ ನನ್ನ ಸಹಿಯಿಂದ ಈ ದಿನ ನೀಡಲಾಗಿದೆ. ಈ ಮೇಲ್ಕಂಡ ಪ್ರಕರಣದಲ್ಲಿ ಅರ್ಜಿದಾರರು ಸಲ್ಲಿಸಿದ ಅರ್ಜಿಯ ಮೇರೆಗೆ ಎದುರುದಾರರಿಗೆ ಈ ಮೂಲಕ ತಿಳಿಸುವುದೇನೆಂದರೆ ನೀವು ಖುದ್ದಾಗಿ ಅಥವಾ ನಿಮ್ಮ ವಕೀಲರ ಮೂಲಕ ನ್ಯಾಯಾಲಯದಲ್ಲಿ ಹಾಜರಾಗತಕ್ಕದ್ದು. ತಪ್ಪಿದಲ್ಲಿ ನಿಮ್ಮ ಗೈರು ಹಾಜರಿಯಲ್ಲಿ ಪ್ರಕರಣವನ್ನು ಏಕಪಕ್ಷೀಯವಾಗಿ ತೀರ್ಮಾನಿಸಲಾಗುವುದು. ನ್ಯಾಯಾಲಯದ ಮುದ್ರೆಯೊಂದಿಗೆ ನನ್ನ ಸಹಿಯಿಂದ ಈ ದಿನ ನೀಡಲಾಗಿದೆ. ಈ ಮೇಲ್ಕಂಡ ಪ್ರಕರಣದಲ್ಲಿ ಅರ್ಜಿದಾರರು ಸಲ್ಲಿಸಿದ ಅರ್ಜಿಯ ಮೇರೆಗೆ ಎದುರುದಾರರಿಗೆ ಈ ಮೂಲಕ ತಿಳಿಸುವುದೇನೆಂದರೆ ನೀವು ಖುದ್ದಾಗಿ ಅಥವಾ ನಿಮ್ಮ ವಕೀಲರ ಮೂಲಕ ನ್ಯಾಯಾಲಯದಲ್ಲಿ ಹಾಜರಾಗತಕ್ಕದ್ದು. ತಪ್ಪಿದಲ್ಲಿ ನಿಮ್ಮ ಗೈರು ಹಾಜರಿಯಲ್ಲಿ ಪ್ರಕರಣವನ್ನು ಏಕಪಕ್ಷೀಯವಾಗಿ ತೀರ್ಮಾನಿಸಲಾಗುವುದು. ನ್ಯಾಯಾಲಯದ ಮುದ್ರೆಯೊಂದಿಗೆ ನನ್ನ ಸಹಿಯಿಂದ ಈ ದಿನ ನೀಡಲಾಗಿದೆ. ಈ ಮೇಲ್ಕಂಡ ಪ್ರಕರಣದಲ್ಲಿ ಅರ್ಜಿದಾರರು ಸಲ್ಲಿಸಿದ ಅರ್ಜಿಯ ಮೇರೆಗೆ ಎದುರುದಾರರಿಗೆ ಈ ಮೂಲಕ ತಿಳಿಸುವುದೇನೆಂದರೆ ನೀವು ಖುದ್ದಾಗಿ ಅಥವಾ ನಿಮ್ಮ ವಕೀಲರ ಮೂಲಕ ನ್ಯಾಯಾಲಯದಲ್ಲಿ ಹಾಜರಾಗತಕ್ಕದ್ದು. ತಪ್ಪಿದಲ್ಲಿ ನಿಮ್ಮ ಗೈರು ಹಾಜರಿಯಲ್ಲಿ ಪ್ರಕರಣವನ್ನು ಏಕಪಕ್ಷೀಯವಾಗಿ ತೀರ್ಮಾನಿಸಲಾಗುವುದು. ನ್ಯಾಯಾಲಯದ ಮುದ್ರೆಯೊಂದಿಗೆ ನನ್ನ ಸಹಿಯಿಂದ ಈ ದಿನ ನೀಡಲಾಗಿದೆ. ಸಹಿ/- ಶ್ರೀ. ಆರ್. ನಾಗೇಂದ್ರ bbox=[285, 98, 367, 558]
masthead bbox=[0, 0, 945, 92]
table-row: 01 ಪ್ರತಿ ಕಾಮಗಾರಿ ರೂ. 40000/- ರೂ. 12000/- bbox=[707, 770, 910, 780]
court-notice: ಪಿ. ಸಿ. ಸಂಖ್ಯಾ ನಂ : 1/2025 ಈ ಮೇಲ್ಕಂಡ ಪ್ರಕರಣದಲ್ಲಿ ಅರ್ಜಿದಾರರು ಸಲ್ಲಿಸಿದ ಅರ್ಜಿಯ ಮೇರೆಗೆ ಎದುರುದಾರರಿಗೆ ಈ ಮೂಲಕ ತಿಳಿಸುವುದೇನೆಂದರೆ ನೀವು ಖುದ್ದಾಗಿ ಅಥವಾ ನಿಮ್ಮ ವಕೀಲರ ಮೂಲಕ ನ್ಯಾಯಾಲಯದಲ್ಲಿ ಹಾಜರಾಗತಕ್ಕದ್ದು. ತಪ್ಪಿದಲ್ಲಿ ನಿಮ್ಮ ಗೈರು ಹಾಜರಿಯಲ್ಲಿ ಪ್ರಕರಣವನ್ನು ಏಕಪಕ್ಷೀಯವಾಗಿ ತೀರ್ಮಾನಿಸಲಾಗುವುದು. ನ್ಯಾಯಾಲಯದ ಮುದ್ರೆಯೊಂದಿಗೆ ನನ್ನ ಸಹಿಯಿಂದ ಈ ದಿನ ನೀಡಲಾಗಿದೆ. ಈ ಮೇಲ್ಕಂಡ ಪ್ರಕರಣದಲ್ಲಿ ಅರ್ಜಿದಾರರು ಸಲ್ಲಿಸಿದ ಅರ್ಜಿಯ ಮೇರೆಗೆ ಎದುರುದಾರರಿಗೆ ಈ ಮೂಲಕ ತಿಳಿಸುವುದೇನೆಂದರೆ ನೀವು ಖುದ್ದಾಗಿ ಅಥವಾ ನಿಮ್ಮ ವಕೀಲರ ಮೂಲಕ ನ್ಯಾಯಾಲಯದಲ್ಲಿ ಹಾಜರಾಗತಕ್ಕದ್ದು. ತಪ್ಪಿದಲ್ಲಿ ನಿಮ್ಮ ಗೈರು ಹಾಜರಿಯಲ್ಲಿ ಪ್ರಕರಣವನ್ನು ಏಕಪಕ್ಷೀಯವಾಗಿ ತೀರ್ಮಾನಿಸಲಾಗುವುದು. ನ್ಯಾಯಾಲಯದ ಮುದ್ರೆಯೊಂದಿಗೆ ನನ್ನ ಸಹಿಯಿಂದ ಈ ದಿನ ನೀಡಲಾಗಿದೆ. ಈ ಮೇಲ್ಕಂಡ ಪ್ರಕರಣದಲ್ಲಿ ಅರ್ಜಿದಾರರು ಸಲ್ಲಿಸಿದ ಅರ್ಜಿಯ ಮೇರೆಗೆ ಎದುರುದಾರರಿಗೆ ಈ ಮೂಲಕ ತಿಳಿಸುವುದೇನೆಂದರೆ ನೀವು ಖುದ್ದಾಗಿ ಅಥವಾ ನಿಮ್ಮ ವಕೀಲರ ಮೂಲಕ ನ್ಯಾಯಾಲಯದಲ್ಲಿ ಹಾಜರಾಗತಕ್ಕದ್ದು. ತಪ್ಪಿದಲ್ಲಿ ನಿಮ್ಮ ಗೈರು ಹಾಜರಿಯಲ್ಲಿ ಪ್ರಕರಣವನ್ನು ಏಕಪಕ್ಷೀಯವಾಗಿ ತೀರ್ಮಾನಿಸಲಾಗುವುದು. ನ್ಯಾಯಾಲಯದ ಮುದ್ರೆಯೊಂದಿಗೆ ನನ್ನ ಸಹಿಯಿಂದ ಈ ದಿನ ನೀಡಲಾಗಿದೆ. ಈ ಮೇಲ್ಕಂಡ ಪ್ರಕರಣದಲ್ಲಿ ಅರ್ಜಿದಾರರು ಸಲ್ಲಿಸಿದ ಅರ್ಜಿಯ ಮೇರೆಗೆ ಎದುರುದಾರರಿಗೆ ಈ ಮೂಲಕ ತಿಳಿಸುವುದೇನೆಂದರೆ ನೀವು ಖುದ್ದಾಗಿ ಅಥವಾ ನಿಮ್ಮ ವಕೀಲರ ಮೂಲಕ ನ್ಯಾಯಾಲಯದಲ್ಲಿ ಹಾಜರಾಗತಕ್ಕದ್ದು. ತಪ್ಪಿದಲ್ಲಿ ನಿಮ್ಮ ಗೈರು ಹಾಜರಿಯಲ್ಲಿ ಪ್ರಕರಣವನ್ನು ಏಕಪಕ್ಷೀಯವಾಗಿ ತೀರ್ಮಾನಿಸಲಾಗುವುದು. ನ್ಯಾಯಾಲಯದ ಮುದ್ರೆಯೊಂದಿಗೆ ನನ್ನ ಸಹಿಯಿಂದ ಈ ದಿನ ನೀಡಲಾಗಿದೆ. ಶ್ರೀ ಪ್ರಮೋದ ದೇವ bbox=[115, 612, 197, 892]
forest-portal-link[interactable]: http://kppp.karnataka.gov.in bbox=[482, 935, 573, 942]
notice-heading: O.S. No. 113/2024 bbox=[298, 617, 354, 623]
vacancy-table bbox=[706, 134, 910, 145]
notice-signature: ಶ್ರೀ. ಎಸ್.ಬಿ. ಬೆಳಗಾವಿ bbox=[203, 516, 239, 522]
notice-signature: COURT SEAL bbox=[288, 857, 320, 863]
newspaper-logo bbox=[30, 30, 255, 89]
notice-signature: ಶ್ರೀ. ಬಿ.ಆರ್. ನಾಗರಾಜ bbox=[33, 516, 70, 522]
ad-contact-phone[interactable]: 8892497927 bbox=[486, 803, 688, 833]
notice-heading: ಕ್ರಿಮಿನಲ್ ಮಿಸಲೇನಿಯಸ್: 24/2025 bbox=[33, 103, 109, 109]
tender-signature: ಸಹಿ/-ಜಿಲ್ಲಾ ಆರೋಗ್ಯ ಮತ್ತು ಕುಟುಂಬ ಕಲ್ಯಾಣಾಧಿಕಾರಿಗಳು, ಹಾವೇರಿ bbox=[482, 264, 604, 271]
gescom-title: ಗುಲ್ಬರ್ಗ ವಿದ್ಯುಚ್ಛಕ್ತಿ ಸರಬರಾಜು ಕಂಪನಿ ನಿಯಮಿತ bbox=[140, 905, 284, 916]
table-row: 1 No:GESCOM/CEE(O)SEE(Proj)/EEE/AEE/AE-2/TTK/2024-25/10MVA/KLB Zone/467. 8.29 ಜಿಲ್ಲೆ bbox=[35, 1006, 356, 1023]
edition-city: ಹುಬ್ಬಳ್ಳಿ bbox=[885, 79, 910, 90]
notice-heading: ಪಿ. ಸಿ. ಸಂಖ್ಯಾ ನಂ : 1/2025 bbox=[125, 617, 187, 623]
page-number: 9 bbox=[463, 1440, 481, 1456]
school-vacancy-notice: ಶ್ರೀ ಲಕ್ಷ್ಮೀಶ್ಚಂದ್ರ ಭಾರತೀ ತೀರ್ಥ ಸಂಸ್ಕೃತ ವಿದ್ಯಾ ಸಂಸ್ಥೆ (ರಿ) ಕುಟ್ಟಿಗಾ ಜಾಲ, ಸುಂಟಿಕೊಪ್ಪ ಹೋಬಳಿ - 581334 (ಉತ್ತರ ಕನ್ನಡ) 08202210938 ಬೇಕಾಗಿದ್ದಾರೆ 01 ಅಧ್ಯಾಪಕರ ಹುದ್ದೆ 01 ಎಂ.ಎ. ಸಂಸ್ಕೃತ / ನಿಯಮಾನುಸಾರ ಪರಿಶಿಷ್ಟ ಜಾತಿ (ಎಸ್.ಸಿ.) ಮೇಲ್ಕಂಡ ಸಂಸ್ಥೆಯ ಅನುದಾನಿತ ಶಾಲೆಯಲ್ಲಿ ಖಾಲಿ ಇರುವ ಹುದ್ದೆಯನ್ನು ಭರ್ತಿ ಮಾಡಲು ಸರ್ಕಾರದ ಆದೇಶದಂತೆ ಅರ್ಹ ಅಭ್ಯರ್ಥಿಗಳಿಂದ ಅರ್ಜಿ ಆಹ್ವಾನಿಸಲಾಗಿದೆ. ಅರ್ಜಿಯೊಂದಿಗೆ ವಿದ್ಯಾರ್ಹತೆ, ಜಾತಿ ಪ್ರಮಾಣ ಪತ್ರ ಹಾಗೂ ಇತರೆ ದಾಖಲೆಗಳ ದೃಢೀಕೃತ ಪ್ರತಿಗಳನ್ನು ಲಗತ್ತಿಸಿ ಈ ಪ್ರಕಟಣೆ ಹೊರಬಿದ್ದ 15 ದಿನಗಳ ಒಳಗಾಗಿ ನೋಂದಾಯಿತ ಅಂಚೆ ಮೂಲಕ ಕಳುಹಿಸತಕ್ಕದ್ದು. ಆಯ್ಕೆಯು ಸರ್ಕಾರದ ನಿಯಮಾನುಸಾರ ನಡೆಯುತ್ತದೆ. ದಿನಾಂಕ 27-02-2025 bbox=[702, 98, 914, 418]
gov-label: ಕರ್ನಾಟಕ ಸರ್ಕಾರ bbox=[569, 102, 605, 109]
section-title: ಜಾಹೀರಾತು bbox=[410, 42, 534, 77]
health-tender-notice: ಕರ್ನಾಟಕ ಸರ್ಕಾರ ಜಿಲ್ಲಾ ಆರೋಗ್ಯ ಸಂಸ್ಥೆ, ಜಿಲ್ಲಾ ರಾಷ್ಟ್ರೀಯ ಆರೋಗ್ಯ ಅಭಿಯಾನ ಜಿಲ್ಲಾ ಆರೋಗ್ಯ ಮತ್ತು ಕುಟುಂಬ ಕಲ್ಯಾಣಾಧಿಕಾರಿಗಳ ಕಛೇರಿ, ಹಾವೇರಿ ಸಂಖ್ಯೆ: ಜಿಆಸ/ಎನ್‌ಹೆಚ್‌ಎಂ/ಸಿಆರ್/562/2024-25 ದಿನಾಂಕ: 25.02.2025 ದ್ವಿ-ಲಕೋಟೆ ಪದ್ಧತಿಯ ಇ-ಟೆಂಡರ್ ಪ್ರಕಟಣೆ (ಇ-ಪ್ರೊಕ್ಯೂರ್‌ಮೆಂಟ್ ಮೂಲಕ) ವಿಷಯ:- ಜಿಲ್ಲಾ ಆರೋಗ್ಯ ಸಂಸ್ಥೆ ವತಿಯಿಂದ ವಾಹನಗಳನ್ನು ಹೊರಗುತ್ತಿಗೆ ಆಧಾರದ ಮೇಲೆ ಪಡೆಯಲು ಟೆಂಡರ್ ಕರೆಯುವ ಕುರಿತು. ಜಿಲ್ಲಾ ಆರೋಗ್ಯ ಮತ್ತು ಕುಟುಂಬ ಕಲ್ಯಾಣಾಧಿಕಾರಿಗಳ ಕಛೇರಿ ಹಾವೇರಿ ಇವರ ವತಿಯಿಂದ ಈ ಕೆಳಕಂಡ ವಿವರದಂತೆ ವಾಹನಗಳನ್ನು ಹೊರಗುತ್ತಿಗೆ ಆಧಾರದ ಮೇಲೆ ಪಡೆಯಲು ಇ-ಪ್ರೊಕ್ಯೂರ್‌ಮೆಂಟ್ ಮೂಲಕ ಅರ್ಹ ಬಿಡ್‌ದಾರರಿಂದ ದ್ವಿ-ಲಕೋಟೆ ಪದ್ಧತಿಯಲ್ಲಿ ಟೆಂಡರ್ ಆಹ್ವಾನಿಸಲಾಗಿದೆ. ಇ-ಟೆಂಡರ್ ಸಂಖ್ಯೆ: NHM/RCHO/Vehicle Tender/ 65 /2024-25 1) ಟೆಂಡರ್ ಪ್ರಕಟಣೆಯ ದಿನಾಂಕ: 27.02.2025. 2) ಟೆಂಡರ್ ಶುಲ್ಕ: ರೂ. 85.00,000/- 3) ಇ.ಎಂ.ಡಿ ಮೊತ್ತ: ರೂ. 2,15,000/- 4) ಟೆಂಡರ್ ಪ್ರಕಟಣೆಯ ದಿನಾಂಕ (Web Portal): 27.02.2025 ಬೆಳಿಗ್ಗೆ 11.00 ಗಂಟೆಯಿಂದ. 5) ಬಿಡ್ ಸಲ್ಲಿಸಲು ಕೊನೆಯ ದಿನಾಂಕ: 13.03.2025 ಸಂಜೆ 05.00 ಗಂಟೆಯವರೆಗೆ. ಸೂಚನೆ : 1) ತಾಂತ್ರಿಕ ಲಕೋಟೆಯನ್ನು ತೆರೆದ ನಂತರ ಅರ್ಹ ಬಿಡ್‌ದಾರರ ಆರ್ಥಿಕ ಲಕೋಟೆಯನ್ನು ತೆರೆಯಲಾಗುವುದು. 2) ಹೆಚ್ಚಿನ ಮಾಹಿತಿಗಾಗಿ ಇ-ಪೋರ್ಟಲ್ ನೋಡುವುದು. http://eproc.karnataka.gov.in ಸಹಿ/-ಜಿಲ್ಲಾ ಆರೋಗ್ಯ ಮತ್ತು ಕುಟುಂಬ ಕಲ್ಯಾಣಾಧಿಕಾರಿಗಳು, ಹಾವೇರಿ bbox=[478, 98, 696, 608]
notice-signature: ಶ್ರೀಮತಿ ಎಸ್. ಡಿ. ನಾಯಿಕ್ bbox=[33, 857, 75, 863]
notice-heading: ಕ್ರಿಮಿನಲ್ ಮಿಸಲೇನಿಯಸ್: 10 / 2025 bbox=[125, 103, 187, 116]
os-notice-body: Plaintiffs : Smt. B.N. Unakal & others. Vs. Defendants : Chyanagoda S. Patil & others. Summons Under Order V Rule 20(1A) of CPC bbox=[372, 590, 470, 614]
court-notice: ಕ್ರಿಮಿನಲ್ ಮಿಸಲೇನಿಯಸ್: 10 / 2025 ಈ ಮೇಲ್ಕಂಡ ಪ್ರಕರಣದಲ್ಲಿ ಅರ್ಜಿದಾರರು ಸಲ್ಲಿಸಿದ ಅರ್ಜಿಯ ಮೇರೆಗೆ ಎದುರುದಾರರಿಗೆ ಈ ಮೂಲಕ ತಿಳಿಸುವುದೇನೆಂದರೆ ನೀವು ಖುದ್ದಾಗಿ ಅಥವಾ ನಿಮ್ಮ ವಕೀಲರ ಮೂಲಕ ನ್ಯಾಯಾಲಯದಲ್ಲಿ ಹಾಜರಾಗತಕ್ಕದ್ದು. ತಪ್ಪಿದಲ್ಲಿ ನಿಮ್ಮ ಗೈರು ಹಾಜರಿಯಲ್ಲಿ ಪ್ರಕರಣವನ್ನು ಏಕಪಕ್ಷೀಯವಾಗಿ ತೀರ್ಮಾನಿಸಲಾಗುವುದು. ನ್ಯಾಯಾಲಯದ ಮುದ್ರೆಯೊಂದಿಗೆ ನನ್ನ ಸಹಿಯಿಂದ ಈ ದಿನ ನೀಡಲಾಗಿದೆ. ಈ ಮೇಲ್ಕಂಡ ಪ್ರಕರಣದಲ್ಲಿ ಅರ್ಜಿದಾರರು ಸಲ್ಲಿಸಿದ ಅರ್ಜಿಯ ಮೇರೆಗೆ ಎದುರುದಾರರಿಗೆ ಈ ಮೂಲಕ ತಿಳಿಸುವುದೇನೆಂದರೆ ನೀವು ಖುದ್ದಾಗಿ ಅಥವಾ ನಿಮ್ಮ ವಕೀಲರ ಮೂಲಕ ನ್ಯಾಯಾಲಯದಲ್ಲಿ ಹಾಜರಾಗತಕ್ಕದ್ದು. ತಪ್ಪಿದಲ್ಲಿ ನಿಮ್ಮ ಗೈರು ಹಾಜರಿಯಲ್ಲಿ ಪ್ರಕರಣವನ್ನು ಏಕಪಕ್ಷೀಯವಾಗಿ ತೀರ್ಮಾನಿಸಲಾಗುವುದು. ನ್ಯಾಯಾಲಯದ ಮುದ್ರೆಯೊಂದಿಗೆ ನನ್ನ ಸಹಿಯಿಂದ ಈ ದಿನ ನೀಡಲಾಗಿದೆ. ಈ ಮೇಲ್ಕಂಡ ಪ್ರಕರಣದಲ್ಲಿ ಅರ್ಜಿದಾರರು ಸಲ್ಲಿಸಿದ ಅರ್ಜಿಯ ಮೇರೆಗೆ ಎದುರುದಾರರಿಗೆ ಈ ಮೂಲಕ ತಿಳಿಸುವುದೇನೆಂದರೆ ನೀವು ಖುದ್ದಾಗಿ ಅಥವಾ ನಿಮ್ಮ ವಕೀಲರ ಮೂಲಕ ನ್ಯಾಯಾಲಯದಲ್ಲಿ ಹಾಜರಾಗತಕ್ಕದ್ದು. ತಪ್ಪಿದಲ್ಲಿ ನಿಮ್ಮ ಗೈರು ಹಾಜರಿಯಲ್ಲಿ ಪ್ರಕರಣವನ್ನು ಏಕಪಕ್ಷೀಯವಾಗಿ ತೀರ್ಮಾನಿಸಲಾಗುವುದು. ನ್ಯಾಯಾಲಯದ ಮುದ್ರೆಯೊಂದಿಗೆ ನನ್ನ ಸಹಿಯಿಂದ ಈ ದಿನ ನೀಡಲಾಗಿದೆ. ಈ ಮೇಲ್ಕಂಡ ಪ್ರಕರಣದಲ್ಲಿ ಅರ್ಜಿದಾರರು ಸಲ್ಲಿಸಿದ ಅರ್ಜಿಯ ಮೇರೆಗೆ ಎದುರುದಾರರಿಗೆ ಈ ಮೂಲಕ ತಿಳಿಸುವುದೇನೆಂದರೆ ನೀವು ಖುದ್ದಾಗಿ ಅಥವಾ ನಿಮ್ಮ ವಕೀಲರ ಮೂಲಕ ನ್ಯಾಯಾಲಯದಲ್ಲಿ ಹಾಜರಾಗತಕ್ಕದ್ದು. ತಪ್ಪಿದಲ್ಲಿ ನಿಮ್ಮ ಗೈರು ಹಾಜರಿಯಲ್ಲಿ ಪ್ರಕರಣವನ್ನು ಏಕಪಕ್ಷೀಯವಾಗಿ ತೀರ್ಮಾನಿಸಲಾಗುವುದು. ನ್ಯಾಯಾಲಯದ ಮುದ್ರೆಯೊಂದಿಗೆ ನನ್ನ ಸಹಿಯಿಂದ ಈ ದಿನ ನೀಡಲಾಗಿದೆ. ಈ ಮೇಲ್ಕಂಡ ಪ್ರಕರಣದಲ್ಲಿ ಅರ್ಜಿದಾರರು ಸಲ್ಲಿಸಿದ ಅರ್ಜಿಯ ಮೇರೆಗೆ ಎದುರುದಾರರಿಗೆ ಈ ಮೂಲಕ ತಿಳಿಸುವುದೇನೆಂದರೆ ನೀವು ಖುದ್ದಾಗಿ ಅಥವಾ ನಿಮ್ಮ ವಕೀಲರ ಮೂಲಕ ನ್ಯಾಯಾಲಯದಲ್ಲಿ ಹಾಜರಾಗತಕ್ಕದ್ದು. ತಪ್ಪಿದಲ್ಲಿ ನಿಮ್ಮ ಗೈರು ಹಾಜರಿಯಲ್ಲಿ ಪ್ರಕರಣವನ್ನು ಏಕಪಕ್ಷೀಯವಾಗಿ ತೀರ್ಮಾನಿಸಲಾಗುವುದು. ನ್ಯಾಯಾಲಯದ ಮುದ್ರೆಯೊಂದಿಗೆ ನನ್ನ ಸಹಿಯಿಂದ ಈ ದಿನ ನೀಡಲಾಗಿದೆ. ಈ ಮೇಲ್ಕಂಡ ಪ್ರಕರಣದಲ್ಲಿ ಅರ್ಜಿದಾರರು ಸಲ್ಲಿಸಿದ ಅರ್ಜಿಯ ಮೇರೆಗೆ ಎದುರುದಾರರಿಗೆ ಈ ಮೂಲಕ ತಿಳಿಸುವುದೇನೆಂದರೆ ನೀವು ಖುದ್ದಾಗಿ ಅಥವಾ ನಿಮ್ಮ ವಕೀಲರ ಮೂಲಕ ನ್ಯಾಯಾಲಯದಲ್ಲಿ ಹಾಜರಾಗತಕ್ಕದ್ದು. ತಪ್ಪಿದಲ್ಲಿ ನಿಮ್ಮ ಗೈರು ಹಾಜರಿಯಲ್ಲಿ ಪ್ರಕರಣವನ್ನು ಏಕಪಕ್ಷೀಯವಾಗಿ ತೀರ್ಮಾನಿಸಲಾಗುವುದು. ನ್ಯಾಯಾಲಯದ ಮುದ್ರೆಯೊಂದಿಗೆ ನನ್ನ ಸಹಿಯಿಂದ ಈ ದಿನ ನೀಡಲಾಗಿದೆ. ಈ ಮೇಲ್ಕಂಡ ಪ್ರಕರಣದಲ್ಲಿ ಅರ್ಜಿದಾರರು ಸಲ್ಲಿಸಿದ ಅರ್ಜಿಯ ಮೇರೆಗೆ ಎದುರುದಾರರಿಗೆ ಈ ಮೂಲಕ ತಿಳಿಸುವುದೇನೆಂದರೆ ನೀವು ಖುದ್ದಾಗಿ ಅಥವಾ ನಿಮ್ಮ ವಕೀಲರ ಮೂಲಕ ನ್ಯಾಯಾಲಯದಲ್ಲಿ ಹಾಜರಾಗತಕ್ಕದ್ದು. ತಪ್ಪಿದಲ್ಲಿ ನಿಮ್ಮ ಗೈರು ಹಾಜರಿಯಲ್ಲಿ ಪ್ರಕರಣವನ್ನು ಏಕಪಕ್ಷೀಯವಾಗಿ ತೀರ್ಮಾನಿಸಲಾಗುವುದು. ನ್ಯಾಯಾಲಯದ ಮುದ್ರೆಯೊಂದಿಗೆ ನನ್ನ ಸಹಿಯಿಂದ ಈ ದಿನ ನೀಡಲಾಗಿದೆ. ಶ್ರೀ. ಜಿ.ಎಸ್. ಘಗೋಡಕೆ bbox=[115, 98, 197, 608]
vacancy-band: ಬೇಕಾಗಿದ್ದಾರೆ bbox=[703, 121, 913, 131]
anniversary-mark: ೧೧ bbox=[180, 56, 216, 89]
sericulture-band: ಅಲ್ಪಾವಧಿ ಟೆಂಡರ್ ಆಹ್ವಾನ bbox=[479, 1165, 695, 1175]
notice-heading: ಎಲ್.ಸಿ. ನಂ.84/2024 bbox=[215, 103, 267, 109]
minor-irrigation-notice: ಕರ್ನಾಟಕ ಸರ್ಕಾರ ಸಣ್ಣ ನೀರಾವರಿ ಮತ್ತು ಅಂತರ್ಜಲ ಅಭಿವೃದ್ಧಿ ಇಲಾಖೆ ನೋಡಲ್ ಅಧಿಕಾರಿಗಳ ಕಾರ್ಯಾಲಯ, ಸಣ್ಣ ನೀರಾವರಿ ವಿಭಾಗ, ಆಲೂರು ಭದ್ರಾ ಬ್ಲಾಕ್ - 582101 E-Mail id : dpmugdg@gmail.com ದಿನಾಂಕ : 27/02/2025 ಟೆಂಡರ್ ಪ್ರಕಟಣೆ : 01/2025-26 ನೋಡಲ್ ಅಧಿಕಾರಿಗಳ ಕಾರ್ಯಾಲಯ, ಸಣ್ಣ ನೀರಾವರಿ ವಿಭಾಗದ ವ್ಯಾಪ್ತಿಯಲ್ಲಿ ಬರುವ ಕೆರೆಗಳ ಹೂಳು ತೆಗೆಯುವ ಮತ್ತು ನಿರ್ವಹಣಾ ಕಾಮಗಾರಿಗಳನ್ನು ನಿರ್ವಹಿಸಲು ಅರ್ಹ ಗುತ್ತಿಗೆದಾರರಿಂದ ಲಕೋಟೆಯಲ್ಲಿ ಟೆಂಡರ್ ಆಹ್ವಾನಿಸಲಾಗಿದೆ. 01 ಪ್ರತಿ ಕಾಮಗಾರಿ ರೂ. 40000/- ರೂ. 12000/- ಟೆಂಡರ್ ನಮೂನೆಗಳನ್ನು ಕಛೇರಿ ವೇಳೆಯಲ್ಲಿ ಪಡೆದು 10/03/2025 ರ ಸಂಜೆ 4.00 ಗಂಟೆಯೊಳಗಾಗಿ ಸಲ್ಲಿಸತಕ್ಕದ್ದು. ಟೆಂಡರ್‌ಗಳನ್ನು 11/03/2025 ರಂದು ತೆರೆಯಲಾಗುವುದು. ಸಹಿ/- ನೋಡಲ್ ಅಧಿಕಾರಿಗಳು (DPMU) bbox=[702, 680, 914, 1030]
minor-band: ಟೆಂಡರ್ ಪ್ರಕಟಣೆ : 01/2025-26 bbox=[703, 737, 913, 749]
masthead-rule bbox=[0, 92, 945, 94]
gescom-portal-link[interactable]: https://kppp.karnataka.gov.in bbox=[138, 1044, 233, 1051]
notice-signature: ಶ್ರೀ ವೀರಭದ್ರಪ್ಪ bbox=[203, 857, 225, 863]
library-band: ದರಪಟ್ಟಿ ಪ್ರಕಟಣೆ bbox=[703, 1063, 913, 1074]
tender-body: ವಿಷಯ:- ಜಿಲ್ಲಾ ಆರೋಗ್ಯ ಸಂಸ್ಥೆ ವತಿಯಿಂದ ವಾಹನಗಳನ್ನು ಹೊರಗುತ್ತಿಗೆ ಆಧಾರದ ಮೇಲೆ ಪಡೆಯಲು ಟೆಂಡರ್ ಕರೆಯುವ ಕುರಿತು. ಜಿಲ್ಲಾ ಆರೋಗ್ಯ ಮತ್ತು ಕುಟುಂಬ ಕಲ್ಯಾಣಾಧಿಕಾರಿಗಳ ಕಛೇರಿ ಹಾವೇರಿ ಇವರ ವತಿಯಿಂದ ಈ ಕೆಳಕಂಡ ವಿವರದಂತೆ ವಾಹನಗಳನ್ನು ಹೊರಗುತ್ತಿಗೆ ಆಧಾರದ ಮೇಲೆ ಪಡೆಯಲು ಇ-ಪ್ರೊಕ್ಯೂರ್‌ಮೆಂಟ್ ಮೂಲಕ ಅರ್ಹ ಬಿಡ್‌ದಾರರಿಂದ ದ್ವಿ-ಲಕೋಟೆ ಪದ್ಧತಿಯಲ್ಲಿ ಟೆಂಡರ್ ಆಹ್ವಾನಿಸಲಾಗಿದೆ. bbox=[482, 172, 692, 202]
notice-signature: ಸಹಿ/- ಶ್ರೀ. ಆರ್. ನಾಗೇಂದ್ರ bbox=[288, 458, 330, 464]
notice-heading: ಜಿಎಂಸಿ ನಂ.: 39/2024 bbox=[300, 103, 352, 109]
registration-dots-right bbox=[820, 1444, 857, 1454]
logo-emblem-icon bbox=[38, 35, 58, 55]
notice-heading: ಪ್ರೊಬೇಟ್ : 15/2025 bbox=[216, 617, 266, 623]
gescom-band: :: ಅಲ್ಪಾವಧಿ ಟೆಂಡರ್ ಪ್ರಕಟಣೆ :: bbox=[31, 942, 359, 952]
dept-label: ಜಿಲ್ಲಾ ಆರೋಗ್ಯ ಸಂಸ್ಥೆ, ಜಿಲ್ಲಾ ರಾಷ್ಟ್ರೀಯ ಆರೋಗ್ಯ ಅಭಿಯಾನ bbox=[527, 112, 647, 119]
pwd-portal-link[interactable]: www.kppp.karnataka.gov.in bbox=[812, 514, 898, 521]
office-label: ಜಿಲ್ಲಾ ಆರೋಗ್ಯ ಮತ್ತು ಕುಟುಂಬ ಕಲ್ಯಾಣಾಧಿಕಾರಿಗಳ ಕಛೇರಿ, ಹಾವೇರಿ bbox=[520, 122, 654, 129]
govt-emblem-icon bbox=[482, 1134, 504, 1156]
pwd-band: ಟೆಂಡರ್ ಪ್ರಕಟಣೆ 36 (ಬಾಹ್ಯ) ಸಂಖ್ಯೆ/2024-25 (ಇ-ಪ್ರೊಕ್ಯೂರ್‌ಮೆಂಟ್ ಮೂಲಕ) bbox=[703, 457, 913, 467]
notice-heading: G&W No. 13/2025 bbox=[43, 617, 99, 623]
library-rate-notice: ಸಾರ್ವಜನಿಕ ಗ್ರಂಥಾಲಯ ಇಲಾಖೆ ನಗರ ಕೇಂದ್ರ ಗ್ರಂಥಾಲಯ, ಕೇಂದ್ರ ವಲಯ, ನಂ.30, 2ನೇ ಕ್ರಾಸ್, 8ನೇ ಮೇನ್, ಬೆಂಗಳೂರು - 560027 22240920, 22248072 · cclczone@gmail.com ದರಪಟ್ಟಿ ಪ್ರಕಟಣೆ 2024-25 ನೇ ಸಾಲಿನ ನಗರ ಕೇಂದ್ರ ಗ್ರಂಥಾಲಯ, ಕೇಂದ್ರ ವಲಯದ ವ್ಯಾಪ್ತಿಗೆ ಬರುವ ಶಾಖಾ ಗ್ರಂಥಾಲಯಗಳಿಗೆ ಅಗತ್ಯವಿರುವ ವಸ್ತುಗಳನ್ನು ಸರಬರಾಜು ಮಾಡಲು ಅರ್ಹ ಸರಬರಾಜುದಾರರಿಂದ ದರಪಟ್ಟಿಗಳನ್ನು ಆಹ್ವಾನಿಸಲಾಗಿದೆ. 1. ದರಪಟ್ಟಿ ಸಂಖ್ಯೆ: 01 ದಿನಾಂಕ: 25-02-2025. 2. ದರಪಟ್ಟಿ ಫಾರಂಗಳನ್ನು ಕಛೇರಿ ವೇಳೆಯಲ್ಲಿ ಪಡೆಯಬಹುದು. 3. ಭರ್ತಿ ಮಾಡಿದ ದರಪಟ್ಟಿಯನ್ನು 06-03-2025 ರ ಸಂಜೆ 4.00 ಗಂಟೆಯೊಳಗೆ ಸಲ್ಲಿಸತಕ್ಕದ್ದು. 4. ಅದೇ ದಿನ ಸಂಜೆ 5.00 ಗಂಟೆಗೆ ದರಪಟ್ಟಿಗಳನ್ನು ತೆರೆಯಲಾಗುವುದು. 5. ಇ.ಎಂ.ಡಿ ಮೊತ್ತ ರೂ. 10,000/- ಡಿ.ಡಿ. ಮೂಲಕ ಪಾವತಿಸತಕ್ಕದ್ದು. 6. ಯಾವುದೇ ಕಾರಣ ನೀಡದೆ ದರಪಟ್ಟಿ ತಿರಸ್ಕರಿಸುವ ಹಕ್ಕನ್ನು ಕಾಯ್ದಿರಿಸಲಾಗಿದೆ. ಮುಖ್ಯ ಗ್ರಂಥಾಲಯಾಧಿಕಾರಿಗಳು, ನಗರ ಕೇಂದ್ರ ಗ್ರಂಥಾಲಯ, ಕೇಂದ್ರ ವಲಯ, ಬೆಂಗಳೂರು DIPR/CP/AAPL/RO5324/24-25 bbox=[702, 1036, 914, 1432]
tender-band: ದ್ವಿ-ಲಕೋಟೆ ಪದ್ಧತಿಯ ಇ-ಟೆಂಡರ್ ಪ್ರಕಟಣೆ (ಇ-ಪ್ರೊಕ್ಯೂರ್‌ಮೆಂಟ್ ಮೂಲಕ) bbox=[479, 153, 695, 169]
change-of-name-2: CHANGE OF NAME I, KOTRESH RANGANATHSA MEHARWADE have changed my daughter name KHUSHI MEHARWADE (Old Name) To KHUSHI KOTRESH MEHARWADE (New Name) Resident of Vinayak Nagar 1st Main Road Ranebennur, Dist: Haveri - 581115, vide affidavit dated: 27/02/2025 before notary Bidaralli N. B. bbox=[590, 630, 696, 780]
forest-tender-notice: ಕರ್ನಾಟಕ ಸರ್ಕಾರ ಅರಣ್ಯ ಉಪ ಸಂರಕ್ಷಣಾಧಿಕಾರಿಗಳು ಉಪ ಅರಣ್ಯ ವಿಭಾಗ, ಶಿರಸಿ ದಿನಾಂಕ: 22.02.2025 ಅಲ್ಪಾವಧಿ ಇ-ಟೆಂಡರ್ ಪ್ರಕಟಣೆ 2025-26 ನೇ ಸಾಲಿನ ಅರಣ್ಯ ಇಲಾಖೆಯ ವಿವಿಧ ಕಾಮಗಾರಿಗಳನ್ನು ಕೈಗೊಳ್ಳಲು ಅರ್ಹ ಗುತ್ತಿಗೆದಾರರಿಂದ ಇ-ಪ್ರೊಕ್ಯೂರ್‌ಮೆಂಟ್ ಮುಖಾಂತರ ಅಲ್ಪಾವಧಿ ಟೆಂಡರ್ ಆಹ್ವಾನಿಸಲಾಗಿದೆ. ಟೆಂಡರ್ ದಸ್ತಾವೇಜುಗಳನ್ನು ಈ ಕೆಳಗಿನ ವೆಬ್‌ಸೈಟ್‌ನಲ್ಲಿ ಡೌನ್‌ಲೋಡ್ ಮಾಡಿಕೊಳ್ಳಬಹುದು. ಟೆಂಡರ್ ಪ್ರಕ್ರಿಯೆಯ ವೇಳಾಪಟ್ಟಿ ಹಾಗೂ ಇತರೆ ಷರತ್ತುಗಳು ಪೋರ್ಟಲ್‌ನಲ್ಲಿ ಲಭ್ಯವಿರುತ್ತದೆ. ಕಾಮಗಾರಿಯ ಸ್ಥಳ, ಅಂದಾಜು ಮೊತ್ತ, ಇ.ಎಂ.ಡಿ ಹಾಗೂ ಅರ್ಹತಾ ಮಾನದಂಡಗಳ ವಿವರಗಳನ್ನು ಟೆಂಡರ್ ದಸ್ತಾವೇಜಿನಲ್ಲಿ ನೀಡಲಾಗಿದೆ. ಯಾವುದೇ ಕಾರಣ ನೀಡದೆ ಟೆಂಡರ್ ರದ್ದುಪಡಿಸುವ ಹಕ್ಕನ್ನು ಕಾಯ್ದಿರಿಸಲಾಗಿದೆ. http://kppp.karnataka.gov.in ಸಹಿ/- ಅರಣ್ಯ ಉಪ ಸಂರಕ್ಷಣಾಧಿಕಾರಿಗಳು bbox=[478, 842, 696, 1122]
pwd-tender-notice: ಕರ್ನಾಟಕ ಸರ್ಕಾರ ಪಂಚಾಯತ್ ರಾಜ್ ಇಂಜಿನೀಯರಿಂಗ್ ವಿಭಾಗ, ಶಿರಸಿ, ಉತ್ತರ ಕನ್ನಡ ದೂರವಾಣಿ: 08384-226381 · ee_zpedsirsi@yahoo.co.in ಟೆಂಡರ್ ಪ್ರಕಟಣೆ 36 (ಬಾಹ್ಯ) ಸಂಖ್ಯೆ/2024-25 (ಇ-ಪ್ರೊಕ್ಯೂರ್‌ಮೆಂಟ್ ಮೂಲಕ) ಕಾರ್ಯಪಾಲಕ ಅಭಿಯಂತರರು, ಪಂಚಾಯತ್ ರಾಜ್ ಇಂಜಿನೀಯರಿಂಗ್ ವಿಭಾಗ, ಶಿರಸಿ ರವರು 2019-20 ನೇ ಸಾಲಿನ ವಿವಿಧ ಯೋಜನೆಯಡಿ ಕಾಮಗಾರಿಗಳನ್ನು ನಿರ್ವಹಿಸಲು ಅರ್ಹ ಗುತ್ತಿಗೆದಾರರಿಂದ ಇ-ಪ್ರೊಕ್ಯೂರ್‌ಮೆಂಟ್ ಮುಖಾಂತರ Standard Tender Document ಬಳಸಿ ಟೆಂಡರ್ ಆಹ್ವಾನಿಸಿದೆ. 1) RDPR/2024-25/IND7774 (2) RDPR/2024-25/IND7858 (3) RDPR/2024-25/IND7827 (4) RDPR/2024-25/IND7868 (5) RDPR/2024-25/IND7867 ಟೆಂಡರ್ ಸಲ್ಲಿಸಲು ಕೊನೆಯ ದಿನಾಂಕ: 06-03-2025 — www.kppp.karnataka.gov.in bbox=[702, 424, 914, 674]
forest-band: ಅಲ್ಪಾವಧಿ ಇ-ಟೆಂಡರ್ ಪ್ರಕಟಣೆ bbox=[479, 875, 695, 885]
os-notice-title: IN THE COURT OF THE III ADDL. SR. CIVIL JUDGE HUBBALLI, AT : HUBBALLI bbox=[376, 565, 466, 587]
weekday: ಶುಕ್ರವಾರ bbox=[878, 52, 910, 65]
notice-heading: ಪ್ರ.ಸಂ. ಮೊಕದ್ದಮೆ ನಂ. 177/2024 bbox=[383, 673, 459, 679]
color-stripe bbox=[933, 52, 945, 92]
court-notice: ಪ್ರ.ಸಂ. ಮೊಕದ್ದಮೆ ನಂ. 177/2024 ಈ ಮೇಲ್ಕಂಡ ಪ್ರಕರಣದಲ್ಲಿ ಅರ್ಜಿದಾರರು ಸಲ್ಲಿಸಿದ ಅರ್ಜಿಯ ಮೇರೆಗೆ ಎದುರುದಾರರಿಗೆ ಈ ಮೂಲಕ ತಿಳಿಸುವುದೇನೆಂದರೆ ನೀವು ಖುದ್ದಾಗಿ ಅಥವಾ ನಿಮ್ಮ ವಕೀಲರ ಮೂಲಕ ನ್ಯಾಯಾಲಯದಲ್ಲಿ ಹಾಜರಾಗತಕ್ಕದ್ದು. ತಪ್ಪಿದಲ್ಲಿ ನಿಮ್ಮ ಗೈರು ಹಾಜರಿಯಲ್ಲಿ ಪ್ರಕರಣವನ್ನು ಏಕಪಕ್ಷೀಯವಾಗಿ ತೀರ್ಮಾನಿಸಲಾಗುವುದು. ನ್ಯಾಯಾಲಯದ ಮುದ್ರೆಯೊಂದಿಗೆ ನನ್ನ ಸಹಿಯಿಂದ ಈ ದಿನ ನೀಡಲಾಗಿದೆ. ಈ ಮೇಲ್ಕಂಡ ಪ್ರಕರಣದಲ್ಲಿ ಅರ್ಜಿದಾರರು ಸಲ್ಲಿಸಿದ ಅರ್ಜಿಯ ಮೇರೆಗೆ ಎದುರುದಾರರಿಗೆ ಈ ಮೂಲಕ ತಿಳಿಸುವುದೇನೆಂದರೆ ನೀವು ಖುದ್ದಾಗಿ ಅಥವಾ ನಿಮ್ಮ ವಕೀಲರ ಮೂಲಕ ನ್ಯಾಯಾಲಯದಲ್ಲಿ ಹಾಜರಾಗತಕ್ಕದ್ದು. ತಪ್ಪಿದಲ್ಲಿ ನಿಮ್ಮ ಗೈರು ಹಾಜರಿಯಲ್ಲಿ ಪ್ರಕರಣವನ್ನು ಏಕಪಕ್ಷೀಯವಾಗಿ ತೀರ್ಮಾನಿಸಲಾಗುವುದು. ನ್ಯಾಯಾಲಯದ ಮುದ್ರೆಯೊಂದಿಗೆ ನನ್ನ ಸಹಿಯಿಂದ ಈ ದಿನ ನೀಡಲಾಗಿದೆ. ಈ ಮೇಲ್ಕಂಡ ಪ್ರಕರಣದಲ್ಲಿ ಅರ್ಜಿದಾರರು ಸಲ್ಲಿಸಿದ ಅರ್ಜಿಯ ಮೇರೆಗೆ ಎದುರುದಾರರಿಗೆ ಈ ಮೂಲಕ ತಿಳಿಸುವುದೇನೆಂದರೆ ನೀವು ಖುದ್ದಾಗಿ ಅಥವಾ ನಿಮ್ಮ ವಕೀಲರ ಮೂಲಕ ನ್ಯಾಯಾಲಯದಲ್ಲಿ ಹಾಜರಾಗತಕ್ಕದ್ದು. ತಪ್ಪಿದಲ್ಲಿ ನಿಮ್ಮ ಗೈರು ಹಾಜರಿಯಲ್ಲಿ ಪ್ರಕರಣವನ್ನು ಏಕಪಕ್ಷೀಯವಾಗಿ ತೀರ್ಮಾನಿಸಲಾಗುವುದು. ನ್ಯಾಯಾಲಯದ ಮುದ್ರೆಯೊಂದಿಗೆ ನನ್ನ ಸಹಿಯಿಂದ ಈ ದಿನ ನೀಡಲಾಗಿದೆ. ಈ ಮೇಲ್ಕಂಡ ಪ್ರಕರಣದಲ್ಲಿ ಅರ್ಜಿದಾರರು ಸಲ್ಲಿಸಿದ ಅರ್ಜಿಯ ಮೇರೆಗೆ ಎದುರುದಾರರಿಗೆ ಈ ಮೂಲಕ ತಿಳಿಸುವುದೇನೆಂದರೆ ನೀವು ಖುದ್ದಾಗಿ ಅಥವಾ ನಿಮ್ಮ ವಕೀಲರ ಮೂಲಕ ನ್ಯಾಯಾಲಯದಲ್ಲಿ ಹಾಜರಾಗತಕ್ಕದ್ದು. ತಪ್ಪಿದಲ್ಲಿ ನಿಮ್ಮ ಗೈರು ಹಾಜರಿಯಲ್ಲಿ ಪ್ರಕರಣವನ್ನು ಏಕಪಕ್ಷೀಯವಾಗಿ ತೀರ್ಮಾನಿಸಲಾಗುವುದು. ನ್ಯಾಯಾಲಯದ ಮುದ್ರೆಯೊಂದಿಗೆ ನನ್ನ ಸಹಿಯಿಂದ ಈ ದಿನ ನೀಡಲಾಗಿದೆ. ಈ ಮೇಲ್ಕಂಡ ಪ್ರಕರಣದಲ್ಲಿ ಅರ್ಜಿದಾರರು ಸಲ್ಲಿಸಿದ ಅರ್ಜಿಯ ಮೇರೆಗೆ ಎದುರುದಾರರಿಗೆ ಈ ಮೂಲಕ ತಿಳಿಸುವುದೇನೆಂದರೆ ನೀವು ಖುದ್ದಾಗಿ ಅಥವಾ ನಿಮ್ಮ ವಕೀಲರ ಮೂಲಕ ನ್ಯಾಯಾಲಯದಲ್ಲಿ ಹಾಜರಾಗತಕ್ಕದ್ದು. ತಪ್ಪಿದಲ್ಲಿ ನಿಮ್ಮ ಗೈರು ಹಾಜರಿಯಲ್ಲಿ ಪ್ರಕರಣವನ್ನು ಏಕಪಕ್ಷೀಯವಾಗಿ ತೀರ್ಮಾನಿಸಲಾಗುವುದು. ನ್ಯಾಯಾಲಯದ ಮುದ್ರೆಯೊಂದಿಗೆ ನನ್ನ ಸಹಿಯಿಂದ ಈ ದಿನ ನೀಡಲಾಗಿದೆ. ಈ ಮೇಲ್ಕಂಡ ಪ್ರಕರಣದಲ್ಲಿ ಅರ್ಜಿದಾರರು ಸಲ್ಲಿಸಿದ ಅರ್ಜಿಯ ಮೇರೆಗೆ ಎದುರುದಾರರಿಗೆ ಈ ಮೂಲಕ ತಿಳಿಸುವುದೇನೆಂದರೆ ನೀವು ಖುದ್ದಾಗಿ ಅಥವಾ ನಿಮ್ಮ ವಕೀಲರ ಮೂಲಕ ನ್ಯಾಯಾಲಯದಲ್ಲಿ ಹಾಜರಾಗತಕ್ಕದ್ದು. ತಪ್ಪಿದಲ್ಲಿ ನಿಮ್ಮ ಗೈರು ಹಾಜರಿಯಲ್ಲಿ ಪ್ರಕರಣವನ್ನು ಏಕಪಕ್ಷೀಯವಾಗಿ ತೀರ್ಮಾನಿಸಲಾಗುವುದು. ನ್ಯಾಯಾಲಯದ ಮುದ್ರೆಯೊಂದಿಗೆ ನನ್ನ ಸಹಿಯಿಂದ ಈ ದಿನ ನೀಡಲಾಗಿದೆ. ಈ ಮೇಲ್ಕಂಡ ಪ್ರಕರಣದಲ್ಲಿ ಅರ್ಜಿದಾರರು ಸಲ್ಲಿಸಿದ ಅರ್ಜಿಯ ಮೇರೆಗೆ ಎದುರುದಾರರಿಗೆ ಈ ಮೂಲಕ ತಿಳಿಸುವುದೇನೆಂದರೆ ನೀವು ಖುದ್ದಾಗಿ ಅಥವಾ ನಿಮ್ಮ ವಕೀಲರ ಮೂಲಕ ನ್ಯಾಯಾಲಯದಲ್ಲಿ ಹಾಜರಾಗತಕ್ಕದ್ದು. ತಪ್ಪಿದಲ್ಲಿ ನಿಮ್ಮ ಗೈರು ಹಾಜರಿಯಲ್ಲಿ ಪ್ರಕರಣವನ್ನು ಏಕಪಕ್ಷೀಯವಾಗಿ ತೀರ್ಮಾನಿಸಲಾಗುವುದು. ನ್ಯಾಯಾಲಯದ ಮುದ್ರೆಯೊಂದಿಗೆ ನನ್ನ ಸಹಿಯಿಂದ ಈ ದಿನ ನೀಡಲಾಗಿದೆ. ಈ ಮೇಲ್ಕಂಡ ಪ್ರಕರಣದಲ್ಲಿ ಅರ್ಜಿದಾರರು ಸಲ್ಲಿಸಿದ ಅರ್ಜಿಯ ಮೇರೆಗೆ ಎದುರುದಾರರಿಗೆ ಈ ಮೂಲಕ ತಿಳಿಸುವುದೇನೆಂದರೆ ನೀವು ಖುದ್ದಾಗಿ ಅಥವಾ ನಿಮ್ಮ ವಕೀಲರ ಮೂಲಕ ನ್ಯಾಯಾಲಯದಲ್ಲಿ ಹಾಜರಾಗತಕ್ಕದ್ದು. ತಪ್ಪಿದಲ್ಲಿ ನಿಮ್ಮ ಗೈರು ಹಾಜರಿಯಲ್ಲಿ ಪ್ರಕರಣವನ್ನು ಏಕಪಕ್ಷೀಯವಾಗಿ ತೀರ್ಮಾನಿಸಲಾಗುವುದು. ನ್ಯಾಯಾಲಯದ ಮುದ್ರೆಯೊಂದಿಗೆ ನನ್ನ ಸಹಿಯಿಂದ ಈ ದಿನ ನೀಡಲಾಗಿದೆ. ಈ ಮೇಲ್ಕಂಡ ಪ್ರಕರಣದಲ್ಲಿ ಅರ್ಜಿದಾರರು ಸಲ್ಲಿಸಿದ ಅರ್ಜಿಯ ಮೇರೆಗೆ ಎದುರುದಾರರಿಗೆ ಈ ಮೂಲಕ ತಿಳಿಸುವುದೇನೆಂದರೆ ನೀವು ಖುದ್ದಾಗಿ ಅಥವಾ ನಿಮ್ಮ ವಕೀಲರ ಮೂಲಕ ನ್ಯಾಯಾಲಯದಲ್ಲಿ ಹಾಜರಾಗತಕ್ಕದ್ದು. ತಪ್ಪಿದಲ್ಲಿ ನಿಮ್ಮ ಗೈರು ಹಾಜರಿಯಲ್ಲಿ ಪ್ರಕರಣವನ್ನು ಏಕಪಕ್ಷೀಯವಾಗಿ ತೀರ್ಮಾನಿಸಲಾಗುವುದು. ನ್ಯಾಯಾಲಯದ ಮುದ್ರೆಯೊಂದಿಗೆ ನನ್ನ ಸಹಿಯಿಂದ ಈ ದಿನ ನೀಡಲಾಗಿದೆ. ಈ ಮೇಲ್ಕಂಡ ಪ್ರಕರಣದಲ್ಲಿ ಅರ್ಜಿದಾರರು ಸಲ್ಲಿಸಿದ ಅರ್ಜಿಯ ಮೇರೆಗೆ ಎದುರುದಾರರಿಗೆ ಈ ಮೂಲಕ ತಿಳಿಸುವುದೇನೆಂದರೆ ನೀವು ಖುದ್ದಾಗಿ ಅಥವಾ ನಿಮ್ಮ ವಕೀಲರ ಮೂಲಕ ನ್ಯಾಯಾಲಯದಲ್ಲಿ ಹಾಜರಾಗತಕ್ಕದ್ದು. ತಪ್ಪಿದಲ್ಲಿ ನಿಮ್ಮ ಗೈರು ಹಾಜರಿಯಲ್ಲಿ ಪ್ರಕರಣವನ್ನು ಏಕಪಕ್ಷೀಯವಾಗಿ ತೀರ್ಮಾನಿಸಲಾಗುವುದು. ನ್ಯಾಯಾಲಯದ ಮುದ್ರೆಯೊಂದಿಗೆ ನನ್ನ ಸಹಿಯಿಂದ ಈ ದಿನ ನೀಡಲಾಗಿದೆ. ಸಹಿ/- ಆರ್.ಎನ್. ಕುಲಕರ್ಣಿ bbox=[368, 668, 474, 1432]
ref-number: ಸಂಖ್ಯೆ: ಜಿಆಸ/ಎನ್‌ಹೆಚ್‌ಎಂ/ಸಿಆರ್/562/2024-25 bbox=[534, 133, 640, 139]
gescom-logo-icon bbox=[34, 904, 62, 932]
gescom-tender-table: ಕ್ರ ಸಂ ಟೆಂಡರ್ ಸಂಖ್ಯೆ ಅಂದಾಜು ಮೊತ್ತ (ರೂ. ಕೋಟಿಗಳಲ್ಲಿ) ಕಾಮಗಾರಿ ಸ್ಥಳ 1 No:GESCOM/CEE(O)SEE(Proj)/EEE/AEE/AE-2/TTK/2024-25/10MVA/KLB Zone/467. 8.29 ಜಿಲ್ಲೆ 2 No:GESCOM/CEE(O)SEE(Proj)/EEE/AEE/AE-2/TTK/2024-25/10MVA/BLY Zone/468. 5.63 bbox=[34, 989, 356, 1041]
